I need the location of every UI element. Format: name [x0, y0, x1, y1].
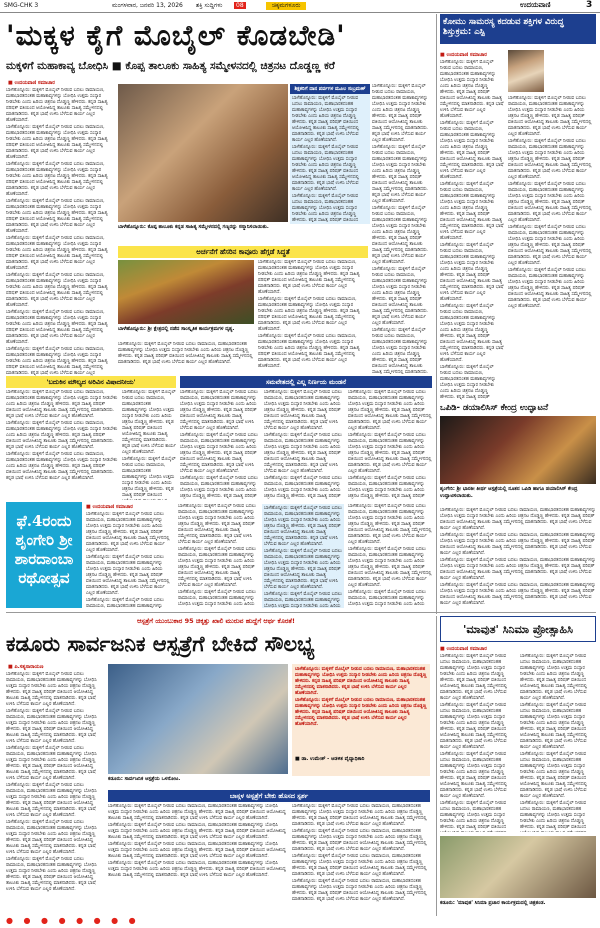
- right-headline-box: [440, 14, 596, 44]
- opd-text: ಬಾಳೆಹೊನ್ನೂರು: ಮಕ್ಕಳಿಗೆ ಮೊಬೈಲ್ ನೀಡುವ ಬದಲು ರಾಮಾಯಣ, ಮಹಾಭಾರತದಂತಹ ಮಹಾಕಾವ್ಯಗಳನ್ನು ಬೋಧಿಸಿ ಉತ್ತಮ ಸಂಸ್ಕಾರ ನೀಡಬೇಕು ಎಂದು ಹಿರಿಯ ಚಿತ್ರನಟ ದೊಡ್ಡಣ್ಣ ಹೇಳಿದರು. ಕನ್ನಡ ಸಾಹಿತ್ಯ ಪರಿಷತ್ ವತಿಯಿಂದ ಆಯೋಜಿಸಿದ್ದ ತಾಲೂಕು ಸಾಹಿತ್ಯ ಸಮ್ಮೇಳನದಲ್ಲಿ ಮಾತನಾಡಿದರು. ಕನ್ನಡ ಭಾಷೆ ಉಳಿಸಿ ಬೆಳೆಸುವ ಕಾರ್ಯ ಎಲ್ಲರ ಹೊಣೆಯಾಗಿದೆ. ಬಾಳೆಹೊನ್ನೂರು: ಮಕ್ಕಳಿಗೆ ಮೊಬೈಲ್ ನೀಡುವ ಬದಲು ರಾಮಾಯಣ, ಮಹಾಭಾರತದಂತಹ ಮಹಾಕಾವ್ಯಗಳನ್ನು ಬೋಧಿಸಿ ಉತ್ತಮ ಸಂಸ್ಕಾರ ನೀಡಬೇಕು ಎಂದು ಹಿರಿಯ ಚಿತ್ರನಟ ದೊಡ್ಡಣ್ಣ ಹೇಳಿದರು. ಕನ್ನಡ ಸಾಹಿತ್ಯ ಪರಿಷತ್ ವತಿಯಿಂದ ಆಯೋಜಿಸಿದ್ದ ತಾಲೂಕು ಸಾಹಿತ್ಯ ಸಮ್ಮೇಳನದಲ್ಲಿ ಮಾತನಾಡಿದರು. ಕನ್ನಡ ಭಾಷೆ ಉಳಿಸಿ ಬೆಳೆಸುವ ಕಾರ್ಯ ಎಲ್ಲರ ಹೊಣೆಯಾಗಿದೆ. ಬಾಳೆಹೊನ್ನೂರು: ಮಕ್ಕಳಿಗೆ ಮೊಬೈಲ್ ನೀಡುವ ಬದಲು ರಾಮಾಯಣ, ಮಹಾಭಾರತದಂತಹ ಮಹಾಕಾವ್ಯಗಳನ್ನು ಬೋಧಿಸಿ ಉತ್ತಮ ಸಂಸ್ಕಾರ ನೀಡಬೇಕು ಎಂದು ಹಿರಿಯ ಚಿತ್ರನಟ ದೊಡ್ಡಣ್ಣ ಹೇಳಿದರು. ಕನ್ನಡ ಸಾಹಿತ್ಯ ಪರಿಷತ್ ವತಿಯಿಂದ ಆಯೋಜಿಸಿದ್ದ ತಾಲೂಕು ಸಾಹಿತ್ಯ ಸಮ್ಮೇಳನದಲ್ಲಿ ಮಾತನಾಡಿದರು. ಕನ್ನಡ ಭಾಷೆ ಉಳಿಸಿ ಬೆಳೆಸುವ ಕಾರ್ಯ ಎಲ್ಲರ ಹೊಣೆಯಾಗಿದೆ. ಬಾಳೆಹೊನ್ನೂರು: ಮಕ್ಕಳಿಗೆ ಮೊಬೈಲ್ ನೀಡುವ ಬದಲು ರಾಮಾಯಣ, ಮಹಾಭಾರತದಂತಹ ಮಹಾಕಾವ್ಯಗಳನ್ನು ಬೋಧಿಸಿ ಉತ್ತಮ ಸಂಸ್ಕಾರ ನೀಡಬೇಕು ಎಂದು ಹಿರಿಯ ಚಿತ್ರನಟ ದೊಡ್ಡಣ್ಣ ಹೇಳಿದರು. ಕನ್ನಡ ಸಾಹಿತ್ಯ ಪರಿಷತ್ ವತಿಯಿಂದ ಆಯೋಜಿಸಿದ್ದ ತಾಲೂಕು ಸಾಹಿತ್ಯ ಸಮ್ಮೇಳನದಲ್ಲಿ ಮಾತನಾಡಿದರು. ಕನ್ನಡ ಭಾಷೆ ಉಳಿಸಿ ಬೆಳೆಸುವ ಕಾರ್ಯ ಎಲ್ಲರ ಹೊಣೆಯಾಗಿದೆ.: [440, 508, 596, 606]
- right-byline: ■ ಉದಯವಾಣಿ ಸಮಾಚಾರ: [440, 52, 487, 58]
- middle-center-text2: ಬಾಳೆಹೊನ್ನೂರು: ಮಕ್ಕಳಿಗೆ ಮೊಬೈಲ್ ನೀಡುವ ಬದಲು ರಾಮಾಯಣ, ಮಹಾಭಾರತದಂತಹ ಮಹಾಕಾವ್ಯಗಳನ್ನು ಬೋಧಿಸಿ ಉತ್ತಮ ಸಂಸ್ಕಾರ ನೀಡಬೇಕು ಎಂದು ಹಿರಿಯ ಚಿತ್ರನಟ ದೊಡ್ಡಣ್ಣ ಹೇಳಿದರು. ಕನ್ನಡ ಸಾಹಿತ್ಯ ಪರಿಷತ್ ವತಿಯಿಂದ ಆಯೋಜಿಸಿದ್ದ ತಾಲೂಕು ಸಾಹಿತ್ಯ ಸಮ್ಮೇಳನದಲ್ಲಿ ಮಾತನಾಡಿದರು. ಕನ್ನಡ ಭಾಷೆ ಉಳಿಸಿ ಬೆಳೆಸುವ ಕಾರ್ಯ ಎಲ್ಲರ ಹೊಣೆಯಾಗಿದೆ. ಬಾಳೆಹೊನ್ನೂರು: ಮಕ್ಕಳಿಗೆ ಮೊಬೈಲ್ ನೀಡುವ ಬದಲು ರಾಮಾಯಣ, ಮಹಾಭಾರತದಂತಹ ಮಹಾಕಾವ್ಯಗಳನ್ನು ಬೋಧಿಸಿ ಉತ್ತಮ ಸಂಸ್ಕಾರ ನೀಡಬೇಕು ಎಂದು ಹಿರಿಯ ಚಿತ್ರನಟ ದೊಡ್ಡಣ್ಣ ಹೇಳಿದರು. ಕನ್ನಡ ಸಾಹಿತ್ಯ ಪರಿಷತ್ ವತಿಯಿಂದ ಆಯೋಜಿಸಿದ್ದ ತಾಲೂಕು ಸಾಹಿತ್ಯ ಸಮ್ಮೇಳನದಲ್ಲಿ ಮಾತನಾಡಿದರು. ಕನ್ನಡ ಭಾಷೆ ಉಳಿಸಿ ಬೆಳೆಸುವ ಕಾರ್ಯ ಎಲ್ಲರ ಹೊಣೆಯಾಗಿದೆ. ಬಾಳೆಹೊನ್ನೂರು: ಮಕ್ಕಳಿಗೆ ಮೊಬೈಲ್ ನೀಡುವ ಬದಲು ರಾಮಾಯಣ, ಮಹಾಭಾರತದಂತಹ ಮಹಾಕಾವ್ಯಗಳನ್ನು ಬೋಧಿಸಿ ಉತ್ತಮ ಸಂಸ್ಕಾರ ನೀಡಬೇಕು ಎಂದು ಹಿರಿಯ ಚಿತ್ರನಟ ದೊಡ್ಡಣ್ಣ ಹೇಳಿದರು. ಕನ್ನಡ ಸಾಹಿತ್ಯ ಪರಿಷತ್: [264, 390, 342, 499]
- edition-code: SMG-CHK 3: [4, 2, 39, 9]
- mid-text-b: ಬಾಳೆಹೊನ್ನೂರು: ಮಕ್ಕಳಿಗೆ ಮೊಬೈಲ್ ನೀಡುವ ಬದಲು ರಾಮಾಯಣ, ಮಹಾಭಾರತದಂತಹ ಮಹಾಕಾವ್ಯಗಳನ್ನು ಬೋಧಿಸಿ ಉತ್ತಮ ಸಂಸ್ಕಾರ ನೀಡಬೇಕು ಎಂದು ಹಿರಿಯ ಚಿತ್ರನಟ ದೊಡ್ಡಣ್ಣ ಹೇಳಿದರು. ಕನ್ನಡ ಸಾಹಿತ್ಯ ಪರಿಷತ್ ವತಿಯಿಂದ ಆಯೋಜಿಸಿದ್ದ ತಾಲೂಕು ಸಾಹಿತ್ಯ ಸಮ್ಮೇಳನದಲ್ಲಿ ಮಾತನಾಡಿದರು. ಕನ್ನಡ ಭಾಷೆ ಉಳಿಸಿ ಬೆಳೆಸುವ ಕಾರ್ಯ ಎಲ್ಲರ ಹೊಣೆಯಾಗಿದೆ. ಬಾಳೆಹೊನ್ನೂರು: ಮಕ್ಕಳಿಗೆ ಮೊಬೈಲ್ ನೀಡುವ ಬದಲು ರಾಮಾಯಣ, ಮಹಾಭಾರತದಂತಹ ಮಹಾಕಾವ್ಯಗಳನ್ನು ಬೋಧಿಸಿ ಉತ್ತಮ ಸಂಸ್ಕಾರ ನೀಡಬೇಕು ಎಂದು ಹಿರಿಯ ಚಿತ್ರನಟ ದೊಡ್ಡಣ್ಣ ಹೇಳಿದರು. ಕನ್ನಡ ಸಾಹಿತ್ಯ ಪರಿಷತ್ ವತಿಯಿಂದ ಆಯೋಜಿಸಿದ್ದ ತಾಲೂಕು ಸಾಹಿತ್ಯ ಸಮ್ಮೇಳನದಲ್ಲಿ ಮಾತನಾಡಿದರು. ಕನ್ನಡ ಭಾಷೆ ಉಳಿಸಿ ಬೆಳೆಸುವ ಕಾರ್ಯ ಎಲ್ಲರ ಹೊಣೆಯಾಗಿದೆ. ಬಾಳೆಹೊನ್ನೂರು: ಮಕ್ಕಳಿಗೆ ಮೊಬೈಲ್ ನೀಡುವ ಬದಲು ರಾಮಾಯಣ, ಮಹಾಭಾರತದಂತಹ ಮಹಾಕಾವ್ಯಗಳನ್ನು ಬೋಧಿಸಿ ಉತ್ತಮ ಸಂಸ್ಕಾರ ನೀಡಬೇಕು ಎಂದು ಹಿರಿಯ: [262, 504, 344, 608]
- bottom-side-tag: ಬಾಸ್ಗಳ ಅಸ್ಪತ್ರೆಗೆ ಬೇಕು ಹೊಸದ ಸ್ಪರ್ಶ: [108, 790, 430, 802]
- right-text-col1: ಬಾಳೆಹೊನ್ನೂರು: ಮಕ್ಕಳಿಗೆ ಮೊಬೈಲ್ ನೀಡುವ ಬದಲು ರಾಮಾಯಣ, ಮಹಾಭಾರತದಂತಹ ಮಹಾಕಾವ್ಯಗಳನ್ನು ಬೋಧಿಸಿ ಉತ್ತಮ ಸಂಸ್ಕಾರ ನೀಡಬೇಕು ಎಂದು ಹಿರಿಯ ಚಿತ್ರನಟ ದೊಡ್ಡಣ್ಣ ಹೇಳಿದರು. ಕನ್ನಡ ಸಾಹಿತ್ಯ ಪರಿಷತ್ ವತಿಯಿಂದ ಆಯೋಜಿಸಿದ್ದ ತಾಲೂಕು ಸಾಹಿತ್ಯ ಸಮ್ಮೇಳನದಲ್ಲಿ ಮಾತನಾಡಿದರು. ಕನ್ನಡ ಭಾಷೆ ಉಳಿಸಿ ಬೆಳೆಸುವ ಕಾರ್ಯ ಎಲ್ಲರ ಹೊಣೆಯಾಗಿದೆ. ಬಾಳೆಹೊನ್ನೂರು: ಮಕ್ಕಳಿಗೆ ಮೊಬೈಲ್ ನೀಡುವ ಬದಲು ರಾಮಾಯಣ, ಮಹಾಭಾರತದಂತಹ ಮಹಾಕಾವ್ಯಗಳನ್ನು ಬೋಧಿಸಿ ಉತ್ತಮ ಸಂಸ್ಕಾರ ನೀಡಬೇಕು ಎಂದು ಹಿರಿಯ ಚಿತ್ರನಟ ದೊಡ್ಡಣ್ಣ ಹೇಳಿದರು. ಕನ್ನಡ ಸಾಹಿತ್ಯ ಪರಿಷತ್ ವತಿಯಿಂದ ಆಯೋಜಿಸಿದ್ದ ತಾಲೂಕು ಸಾಹಿತ್ಯ ಸಮ್ಮೇಳನದಲ್ಲಿ ಮಾತನಾಡಿದರು. ಕನ್ನಡ ಭಾಷೆ ಉಳಿಸಿ ಬೆಳೆಸುವ ಕಾರ್ಯ ಎಲ್ಲರ ಹೊಣೆಯಾಗಿದೆ. ಬಾಳೆಹೊನ್ನೂರು: ಮಕ್ಕಳಿಗೆ ಮೊಬೈಲ್ ನೀಡುವ ಬದಲು ರಾಮಾಯಣ, ಮಹಾಭಾರತದಂತಹ ಮಹಾಕಾವ್ಯಗಳನ್ನು ಬೋಧಿಸಿ ಉತ್ತಮ ಸಂಸ್ಕಾರ ನೀಡಬೇಕು ಎಂದು ಹಿರಿಯ ಚಿತ್ರನಟ ದೊಡ್ಡಣ್ಣ ಹೇಳಿದರು. ಕನ್ನಡ ಸಾಹಿತ್ಯ ಪರಿಷತ್ ವತಿಯಿಂದ ಆಯೋಜಿಸಿದ್ದ ತಾಲೂಕು ಸಾಹಿತ್ಯ ಸಮ್ಮೇಳನದಲ್ಲಿ ಮಾತನಾಡಿದರು. ಕನ್ನಡ ಭಾಷೆ ಉಳಿಸಿ ಬೆಳೆಸುವ ಕಾರ್ಯ ಎಲ್ಲರ ಹೊಣೆಯಾಗಿದೆ. ಬಾಳೆಹೊನ್ನೂರು: ಮಕ್ಕಳಿಗೆ ಮೊಬೈಲ್ ನೀಡುವ ಬದಲು ರಾಮಾಯಣ, ಮಹಾಭಾರತದಂತಹ ಮಹಾಕಾವ್ಯಗಳನ್ನು ಬೋಧಿಸಿ ಉತ್ತಮ ಸಂಸ್ಕಾರ ನೀಡಬೇಕು ಎಂದು ಹಿರಿಯ ಚಿತ್ರನಟ ದೊಡ್ಡಣ್ಣ ಹೇಳಿದರು. ಕನ್ನಡ ಸಾಹಿತ್ಯ ಪರಿಷತ್ ವತಿಯಿಂದ ಆಯೋಜಿಸಿದ್ದ ತಾಲೂಕು ಸಾಹಿತ್ಯ ಸಮ್ಮೇಳನದಲ್ಲಿ ಮಾತನಾಡಿದರು. ಕನ್ನಡ ಭಾಷೆ ಉಳಿಸಿ ಬೆಳೆಸುವ ಕಾರ್ಯ ಎಲ್ಲರ ಹೊಣೆಯಾಗಿದೆ. ಬಾಳೆಹೊನ್ನೂರು: ಮಕ್ಕಳಿಗೆ ಮೊಬೈಲ್ ನೀಡುವ ಬದಲು ರಾಮಾಯಣ, ಮಹಾಭಾರತದಂತಹ ಮಹಾಕಾವ್ಯಗಳನ್ನು ಬೋಧಿಸಿ ಉತ್ತಮ ಸಂಸ್ಕಾರ ನೀಡಬೇಕು ಎಂದು ಹಿರಿಯ ಚಿತ್ರನಟ ದೊಡ್ಡಣ್ಣ ಹೇಳಿದರು. ಕನ್ನಡ ಸಾಹಿತ್ಯ ಪರಿಷತ್ ವತಿಯಿಂದ ಆಯೋಜಿಸಿದ್ದ ತಾಲೂಕು ಸಾಹಿತ್ಯ ಸಮ್ಮೇಳನದಲ್ಲಿ ಮಾತನಾಡಿದರು. ಕನ್ನಡ ಭಾಷೆ ಉಳಿಸಿ ಬೆಳೆಸುವ ಕಾರ್ಯ ಎಲ್ಲರ ಹೊಣೆಯಾಗಿದೆ. ಬಾಳೆಹೊನ್ನೂರು: ಮಕ್ಕಳಿಗೆ ಮೊಬೈಲ್ ನೀಡುವ ಬದಲು ರಾಮಾಯಣ, ಮಹಾಭಾರತದಂತಹ ಮಹಾಕಾವ್ಯಗಳನ್ನು ಬೋಧಿಸಿ ಉತ್ತಮ ಸಂಸ್ಕಾರ ನೀಡಬೇಕು ಎಂದು ಹಿರಿಯ ಚಿತ್ರನಟ ದೊಡ್ಡಣ್ಣ ಹೇಳಿದರು. ಕನ್ನಡ ಸಾಹಿತ್ಯ ಪರಿಷತ್: [440, 60, 504, 400]
- lead-text-col1: ಬಾಳೆಹೊನ್ನೂರು: ಮಕ್ಕಳಿಗೆ ಮೊಬೈಲ್ ನೀಡುವ ಬದಲು ರಾಮಾಯಣ, ಮಹಾಭಾರತದಂತಹ ಮಹಾಕಾವ್ಯಗಳನ್ನು ಬೋಧಿಸಿ ಉತ್ತಮ ಸಂಸ್ಕಾರ ನೀಡಬೇಕು ಎಂದು ಹಿರಿಯ ಚಿತ್ರನಟ ದೊಡ್ಡಣ್ಣ ಹೇಳಿದರು. ಕನ್ನಡ ಸಾಹಿತ್ಯ ಪರಿಷತ್ ವತಿಯಿಂದ ಆಯೋಜಿಸಿದ್ದ ತಾಲೂಕು ಸಾಹಿತ್ಯ ಸಮ್ಮೇಳನದಲ್ಲಿ ಮಾತನಾಡಿದರು. ಕನ್ನಡ ಭಾಷೆ ಉಳಿಸಿ ಬೆಳೆಸುವ ಕಾರ್ಯ ಎಲ್ಲರ ಹೊಣೆಯಾಗಿದೆ. ಬಾಳೆಹೊನ್ನೂರು: ಮಕ್ಕಳಿಗೆ ಮೊಬೈಲ್ ನೀಡುವ ಬದಲು ರಾಮಾಯಣ, ಮಹಾಭಾರತದಂತಹ ಮಹಾಕಾವ್ಯಗಳನ್ನು ಬೋಧಿಸಿ ಉತ್ತಮ ಸಂಸ್ಕಾರ ನೀಡಬೇಕು ಎಂದು ಹಿರಿಯ ಚಿತ್ರನಟ ದೊಡ್ಡಣ್ಣ ಹೇಳಿದರು. ಕನ್ನಡ ಸಾಹಿತ್ಯ ಪರಿಷತ್ ವತಿಯಿಂದ ಆಯೋಜಿಸಿದ್ದ ತಾಲೂಕು ಸಾಹಿತ್ಯ ಸಮ್ಮೇಳನದಲ್ಲಿ ಮಾತನಾಡಿದರು. ಕನ್ನಡ ಭಾಷೆ ಉಳಿಸಿ ಬೆಳೆಸುವ ಕಾರ್ಯ ಎಲ್ಲರ ಹೊಣೆಯಾಗಿದೆ. ಬಾಳೆಹೊನ್ನೂರು: ಮಕ್ಕಳಿಗೆ ಮೊಬೈಲ್ ನೀಡುವ ಬದಲು ರಾಮಾಯಣ, ಮಹಾಭಾರತದಂತಹ ಮಹಾಕಾವ್ಯಗಳನ್ನು ಬೋಧಿಸಿ ಉತ್ತಮ ಸಂಸ್ಕಾರ ನೀಡಬೇಕು ಎಂದು ಹಿರಿಯ ಚಿತ್ರನಟ ದೊಡ್ಡಣ್ಣ ಹೇಳಿದರು. ಕನ್ನಡ ಸಾಹಿತ್ಯ ಪರಿಷತ್ ವತಿಯಿಂದ ಆಯೋಜಿಸಿದ್ದ ತಾಲೂಕು ಸಾಹಿತ್ಯ ಸಮ್ಮೇಳನದಲ್ಲಿ ಮಾತನಾಡಿದರು. ಕನ್ನಡ ಭಾಷೆ ಉಳಿಸಿ ಬೆಳೆಸುವ ಕಾರ್ಯ ಎಲ್ಲರ ಹೊಣೆಯಾಗಿದೆ. ಬಾಳೆಹೊನ್ನೂರು: ಮಕ್ಕಳಿಗೆ ಮೊಬೈಲ್ ನೀಡುವ ಬದಲು ರಾಮಾಯಣ, ಮಹಾಭಾರತದಂತಹ ಮಹಾಕಾವ್ಯಗಳನ್ನು ಬೋಧಿಸಿ ಉತ್ತಮ ಸಂಸ್ಕಾರ ನೀಡಬೇಕು ಎಂದು ಹಿರಿಯ ಚಿತ್ರನಟ ದೊಡ್ಡಣ್ಣ ಹೇಳಿದರು. ಕನ್ನಡ ಸಾಹಿತ್ಯ ಪರಿಷತ್ ವತಿಯಿಂದ ಆಯೋಜಿಸಿದ್ದ ತಾಲೂಕು ಸಾಹಿತ್ಯ ಸಮ್ಮೇಳನದಲ್ಲಿ ಮಾತನಾಡಿದರು. ಕನ್ನಡ ಭಾಷೆ ಉಳಿಸಿ ಬೆಳೆಸುವ ಕಾರ್ಯ ಎಲ್ಲರ ಹೊಣೆಯಾಗಿದೆ. ಬಾಳೆಹೊನ್ನೂರು: ಮಕ್ಕಳಿಗೆ ಮೊಬೈಲ್ ನೀಡುವ ಬದಲು ರಾಮಾಯಣ, ಮಹಾಭಾರತದಂತಹ ಮಹಾಕಾವ್ಯಗಳನ್ನು ಬೋಧಿಸಿ ಉತ್ತಮ ಸಂಸ್ಕಾರ ನೀಡಬೇಕು ಎಂದು ಹಿರಿಯ ಚಿತ್ರನಟ ದೊಡ್ಡಣ್ಣ ಹೇಳಿದರು. ಕನ್ನಡ ಸಾಹಿತ್ಯ ಪರಿಷತ್ ವತಿಯಿಂದ ಆಯೋಜಿಸಿದ್ದ ತಾಲೂಕು ಸಾಹಿತ್ಯ ಸಮ್ಮೇಳನದಲ್ಲಿ ಮಾತನಾಡಿದರು. ಕನ್ನಡ ಭಾಷೆ ಉಳಿಸಿ ಬೆಳೆಸುವ ಕಾರ್ಯ ಎಲ್ಲರ ಹೊಣೆಯಾಗಿದೆ. ಬಾಳೆಹೊನ್ನೂರು: ಮಕ್ಕಳಿಗೆ ಮೊಬೈಲ್ ನೀಡುವ ಬದಲು ರಾಮಾಯಣ, ಮಹಾಭಾರತದಂತಹ ಮಹಾಕಾವ್ಯಗಳನ್ನು ಬೋಧಿಸಿ ಉತ್ತಮ ಸಂಸ್ಕಾರ ನೀಡಬೇಕು ಎಂದು ಹಿರಿಯ ಚಿತ್ರನಟ ದೊಡ್ಡಣ್ಣ ಹೇಳಿದರು. ಕನ್ನಡ ಸಾಹಿತ್ಯ ಪರಿಷತ್ ವತಿಯಿಂದ ಆಯೋಜಿಸಿದ್ದ ತಾಲೂಕು ಸಾಹಿತ್ಯ ಸಮ್ಮೇಳನದಲ್ಲಿ ಮಾತನಾಡಿದರು. ಕನ್ನಡ ಭಾಷೆ ಉಳಿಸಿ ಬೆಳೆಸುವ ಕಾರ್ಯ ಎಲ್ಲರ ಹೊಣೆಯಾಗಿದೆ. ಬಾಳೆಹೊನ್ನೂರು: ಮಕ್ಕಳಿಗೆ ಮೊಬೈಲ್ ನೀಡುವ ಬದಲು ರಾಮಾಯಣ, ಮಹಾಭಾರತದಂತಹ ಮಹಾಕಾವ್ಯಗಳನ್ನು ಬೋಧಿಸಿ ಉತ್ತಮ ಸಂಸ್ಕಾರ ನೀಡಬೇಕು ಎಂದು ಹಿರಿಯ ಚಿತ್ರನಟ ದೊಡ್ಡಣ್ಣ ಹೇಳಿದರು. ಕನ್ನಡ ಸಾಹಿತ್ಯ ಪರಿಷತ್ ವತಿಯಿಂದ ಆಯೋಜಿಸಿದ್ದ ತಾಲೂಕು ಸಾಹಿತ್ಯ ಸಮ್ಮೇಳನದಲ್ಲಿ ಮಾತನಾಡಿದರು. ಕನ್ನಡ ಭಾಷೆ ಉಳಿಸಿ ಬೆಳೆಸುವ ಕಾರ್ಯ ಎಲ್ಲರ ಹೊಣೆಯಾಗಿದೆ. ಬಾಳೆಹೊನ್ನೂರು: ಮಕ್ಕಳಿಗೆ ಮೊಬೈಲ್ ನೀಡುವ ಬದಲು ರಾಮಾಯಣ, ಮಹಾಭಾರತದಂತಹ ಮಹಾಕಾವ್ಯಗಳನ್ನು ಬೋಧಿಸಿ ಉತ್ತಮ ಸಂಸ್ಕಾರ ನೀಡಬೇಕು ಎಂದು ಹಿರಿಯ ಚಿತ್ರನಟ ದೊಡ್ಡಣ್ಣ ಹೇಳಿದರು. ಕನ್ನಡ ಸಾಹಿತ್ಯ ಪರಿಷತ್ ವತಿಯಿಂದ ಆಯೋಜಿಸಿದ್ದ ತಾಲೂಕು ಸಾಹಿತ್ಯ ಸಮ್ಮೇಳನದಲ್ಲಿ ಮಾತನಾಡಿದರು. ಕನ್ನಡ ಭಾಷೆ ಉಳಿಸಿ ಬೆಳೆಸುವ ಕಾರ್ಯ ಎಲ್ಲರ: [6, 88, 108, 376]
- mavuta-text-col2: ಬಾಳೆಹೊನ್ನೂರು: ಮಕ್ಕಳಿಗೆ ಮೊಬೈಲ್ ನೀಡುವ ಬದಲು ರಾಮಾಯಣ, ಮಹಾಭಾರತದಂತಹ ಮಹಾಕಾವ್ಯಗಳನ್ನು ಬೋಧಿಸಿ ಉತ್ತಮ ಸಂಸ್ಕಾರ ನೀಡಬೇಕು ಎಂದು ಹಿರಿಯ ಚಿತ್ರನಟ ದೊಡ್ಡಣ್ಣ ಹೇಳಿದರು. ಕನ್ನಡ ಸಾಹಿತ್ಯ ಪರಿಷತ್ ವತಿಯಿಂದ ಆಯೋಜಿಸಿದ್ದ ತಾಲೂಕು ಸಾಹಿತ್ಯ ಸಮ್ಮೇಳನದಲ್ಲಿ ಮಾತನಾಡಿದರು. ಕನ್ನಡ ಭಾಷೆ ಉಳಿಸಿ ಬೆಳೆಸುವ ಕಾರ್ಯ ಎಲ್ಲರ ಹೊಣೆಯಾಗಿದೆ. ಬಾಳೆಹೊನ್ನೂರು: ಮಕ್ಕಳಿಗೆ ಮೊಬೈಲ್ ನೀಡುವ ಬದಲು ರಾಮಾಯಣ, ಮಹಾಭಾರತದಂತಹ ಮಹಾಕಾವ್ಯಗಳನ್ನು ಬೋಧಿಸಿ ಉತ್ತಮ ಸಂಸ್ಕಾರ ನೀಡಬೇಕು ಎಂದು ಹಿರಿಯ ಚಿತ್ರನಟ ದೊಡ್ಡಣ್ಣ ಹೇಳಿದರು. ಕನ್ನಡ ಸಾಹಿತ್ಯ ಪರಿಷತ್ ವತಿಯಿಂದ ಆಯೋಜಿಸಿದ್ದ ತಾಲೂಕು ಸಾಹಿತ್ಯ ಸಮ್ಮೇಳನದಲ್ಲಿ ಮಾತನಾಡಿದರು. ಕನ್ನಡ ಭಾಷೆ ಉಳಿಸಿ ಬೆಳೆಸುವ ಕಾರ್ಯ ಎಲ್ಲರ ಹೊಣೆಯಾಗಿದೆ. ಬಾಳೆಹೊನ್ನೂರು: ಮಕ್ಕಳಿಗೆ ಮೊಬೈಲ್ ನೀಡುವ ಬದಲು ರಾಮಾಯಣ, ಮಹಾಭಾರತದಂತಹ ಮಹಾಕಾವ್ಯಗಳನ್ನು ಬೋಧಿಸಿ ಉತ್ತಮ ಸಂಸ್ಕಾರ ನೀಡಬೇಕು ಎಂದು ಹಿರಿಯ ಚಿತ್ರನಟ ದೊಡ್ಡಣ್ಣ ಹೇಳಿದರು. ಕನ್ನಡ ಸಾಹಿತ್ಯ ಪರಿಷತ್ ವತಿಯಿಂದ ಆಯೋಜಿಸಿದ್ದ ತಾಲೂಕು ಸಾಹಿತ್ಯ ಸಮ್ಮೇಳನದಲ್ಲಿ ಮಾತನಾಡಿದರು. ಕನ್ನಡ ಭಾಷೆ ಉಳಿಸಿ ಬೆಳೆಸುವ ಕಾರ್ಯ ಎಲ್ಲರ ಹೊಣೆಯಾಗಿದೆ. ಬಾಳೆಹೊನ್ನೂರು: ಮಕ್ಕಳಿಗೆ ಮೊಬೈಲ್ ನೀಡುವ ಬದಲು ರಾಮಾಯಣ, ಮಹಾಭಾರತದಂತಹ ಮಹಾಕಾವ್ಯಗಳನ್ನು ಬೋಧಿಸಿ ಉತ್ತಮ ಸಂಸ್ಕಾರ ನೀಡಬೇಕು ಎಂದು ಹಿರಿಯ ಚಿತ್ರನಟ ದೊಡ್ಡಣ್ಣ ಹೇಳಿದರು. ಕನ್ನಡ ಸಾಹಿತ್ಯ ಪರಿಷತ್ ವತಿಯಿಂದ: [520, 654, 588, 830]
- registration-marks: ● ● ● ● ● ● ● ●: [6, 916, 140, 925]
- temple-caption: ಬಾಳೆಹೊನ್ನೂರು: ಶ್ರೀ ಕ್ಷೇತ್ರದಲ್ಲಿ ನಡೆದ ಸಾಂಸ್ಕೃತಿಕ ಕಾರ್ಯಕ್ರಮಗಳ ದೃಶ್ಯ.: [118, 326, 235, 332]
- bottom-headline: ಕಡೂರು ಸಾರ್ವಜನಿಕ ಆಸ್ಪತ್ರೆಗೆ ಬೇಕಿದೆ ಸೌಲಭ್ಯ: [6, 631, 315, 656]
- middle-center-text3: ಬಾಳೆಹೊನ್ನೂರು: ಮಕ್ಕಳಿಗೆ ಮೊಬೈಲ್ ನೀಡುವ ಬದಲು ರಾಮಾಯಣ, ಮಹಾಭಾರತದಂತಹ ಮಹಾಕಾವ್ಯಗಳನ್ನು ಬೋಧಿಸಿ ಉತ್ತಮ ಸಂಸ್ಕಾರ ನೀಡಬೇಕು ಎಂದು ಹಿರಿಯ ಚಿತ್ರನಟ ದೊಡ್ಡಣ್ಣ ಹೇಳಿದರು. ಕನ್ನಡ ಸಾಹಿತ್ಯ ಪರಿಷತ್ ವತಿಯಿಂದ ಆಯೋಜಿಸಿದ್ದ ತಾಲೂಕು ಸಾಹಿತ್ಯ ಸಮ್ಮೇಳನದಲ್ಲಿ ಮಾತನಾಡಿದರು. ಕನ್ನಡ ಭಾಷೆ ಉಳಿಸಿ ಬೆಳೆಸುವ ಕಾರ್ಯ ಎಲ್ಲರ ಹೊಣೆಯಾಗಿದೆ. ಬಾಳೆಹೊನ್ನೂರು: ಮಕ್ಕಳಿಗೆ ಮೊಬೈಲ್ ನೀಡುವ ಬದಲು ರಾಮಾಯಣ, ಮಹಾಭಾರತದಂತಹ ಮಹಾಕಾವ್ಯಗಳನ್ನು ಬೋಧಿಸಿ ಉತ್ತಮ ಸಂಸ್ಕಾರ ನೀಡಬೇಕು ಎಂದು ಹಿರಿಯ ಚಿತ್ರನಟ ದೊಡ್ಡಣ್ಣ ಹೇಳಿದರು. ಕನ್ನಡ ಸಾಹಿತ್ಯ ಪರಿಷತ್ ವತಿಯಿಂದ ಆಯೋಜಿಸಿದ್ದ ತಾಲೂಕು ಸಾಹಿತ್ಯ ಸಮ್ಮೇಳನದಲ್ಲಿ ಮಾತನಾಡಿದರು. ಕನ್ನಡ ಭಾಷೆ ಉಳಿಸಿ ಬೆಳೆಸುವ ಕಾರ್ಯ ಎಲ್ಲರ ಹೊಣೆಯಾಗಿದೆ. ಬಾಳೆಹೊನ್ನೂರು: ಮಕ್ಕಳಿಗೆ ಮೊಬೈಲ್ ನೀಡುವ ಬದಲು ರಾಮಾಯಣ, ಮಹಾಭಾರತದಂತಹ ಮಹಾಕಾವ್ಯಗಳನ್ನು ಬೋಧಿಸಿ ಉತ್ತಮ ಸಂಸ್ಕಾರ ನೀಡಬೇಕು ಎಂದು ಹಿರಿಯ ಚಿತ್ರನಟ ದೊಡ್ಡಣ್ಣ ಹೇಳಿದರು. ಕನ್ನಡ ಸಾಹಿತ್ಯ ಪರಿಷತ್: [348, 390, 432, 499]
- shringeri-byline: ■ ಉದಯವಾಣಿ ಸಮಾಚಾರ: [86, 504, 133, 510]
- page-badge: 08: [236, 2, 244, 9]
- mavuta-caption: ಕಡೂರು: 'ಮಾವುತ' ಸಿನಿಮಾ ಪ್ರಚಾರ ಕಾರ್ಯಕ್ರಮದಲ್ಲಿ ಚಿತ್ರತಂಡ.: [440, 900, 546, 906]
- shringeri-text: ಫೆ.4ರಂದು ಶೃಂಗೇರಿ ಶ್ರೀ ಶಾರದಾಂಬಾ ರಥೋತ್ಸವ: [14, 512, 74, 587]
- shringeri-text-col: ಬಾಳೆಹೊನ್ನೂರು: ಮಕ್ಕಳಿಗೆ ಮೊಬೈಲ್ ನೀಡುವ ಬದಲು ರಾಮಾಯಣ, ಮಹಾಭಾರತದಂತಹ ಮಹಾಕಾವ್ಯಗಳನ್ನು ಬೋಧಿಸಿ ಉತ್ತಮ ಸಂಸ್ಕಾರ ನೀಡಬೇಕು ಎಂದು ಹಿರಿಯ ಚಿತ್ರನಟ ದೊಡ್ಡಣ್ಣ ಹೇಳಿದರು. ಕನ್ನಡ ಸಾಹಿತ್ಯ ಪರಿಷತ್ ವತಿಯಿಂದ ಆಯೋಜಿಸಿದ್ದ ತಾಲೂಕು ಸಾಹಿತ್ಯ ಸಮ್ಮೇಳನದಲ್ಲಿ ಮಾತನಾಡಿದರು. ಕನ್ನಡ ಭಾಷೆ ಉಳಿಸಿ ಬೆಳೆಸುವ ಕಾರ್ಯ ಎಲ್ಲರ ಹೊಣೆಯಾಗಿದೆ. ಬಾಳೆಹೊನ್ನೂರು: ಮಕ್ಕಳಿಗೆ ಮೊಬೈಲ್ ನೀಡುವ ಬದಲು ರಾಮಾಯಣ, ಮಹಾಭಾರತದಂತಹ ಮಹಾಕಾವ್ಯಗಳನ್ನು ಬೋಧಿಸಿ ಉತ್ತಮ ಸಂಸ್ಕಾರ ನೀಡಬೇಕು ಎಂದು ಹಿರಿಯ ಚಿತ್ರನಟ ದೊಡ್ಡಣ್ಣ ಹೇಳಿದರು. ಕನ್ನಡ ಸಾಹಿತ್ಯ ಪರಿಷತ್ ವತಿಯಿಂದ ಆಯೋಜಿಸಿದ್ದ ತಾಲೂಕು ಸಾಹಿತ್ಯ ಸಮ್ಮೇಳನದಲ್ಲಿ ಮಾತನಾಡಿದರು. ಕನ್ನಡ ಭಾಷೆ ಉಳಿಸಿ ಬೆಳೆಸುವ ಕಾರ್ಯ ಎಲ್ಲರ ಹೊಣೆಯಾಗಿದೆ. ಬಾಳೆಹೊನ್ನೂರು: ಮಕ್ಕಳಿಗೆ ಮೊಬೈಲ್ ನೀಡುವ ಬದಲು ರಾಮಾಯಣ, ಮಹಾಭಾರತದಂತಹ ಮಹಾಕಾವ್ಯಗಳನ್ನು: [86, 512, 170, 608]
- bottom-kicker: ಆಸ್ಪತ್ರೆಗೆ ಯುಂಬುಕಾರ 95 ಚಿಕ್ಕತ್ತು ಖಾಲಿ ಮುರುವ ಹುದ್ದೆಗೆ ಆರ್ಥ ಕೊರತೆ!: [137, 617, 295, 625]
- bottom-divider: [6, 612, 596, 613]
- lead-photo-caption: ಬಾಳೆಹೊನ್ನೂರು: ಕೊಪ್ಪ ತಾಲೂಕು ಕನ್ನಡ ಸಾಹಿತ್ಯ ಸಮ್ಮೇಳನದಲ್ಲಿ ಗಣ್ಯರನ್ನು ಸನ್ಮಾನಿಸಲಾಯಿತು.: [118, 224, 269, 230]
- hospital-photo: [108, 664, 288, 774]
- bottom-byline: ■ ಪಿ.ಸತ್ಯನಾರಾಯಣ: [8, 664, 44, 670]
- lead-byline: ■ ಉದಯವಾಣಿ ಸಮಾಚಾರ: [8, 80, 55, 86]
- opd-photo: [440, 416, 596, 484]
- mid-text-c: ಬಾಳೆಹೊನ್ನೂರು: ಮಕ್ಕಳಿಗೆ ಮೊಬೈಲ್ ನೀಡುವ ಬದಲು ರಾಮಾಯಣ, ಮಹಾಭಾರತದಂತಹ ಮಹಾಕಾವ್ಯಗಳನ್ನು ಬೋಧಿಸಿ ಉತ್ತಮ ಸಂಸ್ಕಾರ ನೀಡಬೇಕು ಎಂದು ಹಿರಿಯ ಚಿತ್ರನಟ ದೊಡ್ಡಣ್ಣ ಹೇಳಿದರು. ಕನ್ನಡ ಸಾಹಿತ್ಯ ಪರಿಷತ್ ವತಿಯಿಂದ ಆಯೋಜಿಸಿದ್ದ ತಾಲೂಕು ಸಾಹಿತ್ಯ ಸಮ್ಮೇಳನದಲ್ಲಿ ಮಾತನಾಡಿದರು. ಕನ್ನಡ ಭಾಷೆ ಉಳಿಸಿ ಬೆಳೆಸುವ ಕಾರ್ಯ ಎಲ್ಲರ ಹೊಣೆಯಾಗಿದೆ. ಬಾಳೆಹೊನ್ನೂರು: ಮಕ್ಕಳಿಗೆ ಮೊಬೈಲ್ ನೀಡುವ ಬದಲು ರಾಮಾಯಣ, ಮಹಾಭಾರತದಂತಹ ಮಹಾಕಾವ್ಯಗಳನ್ನು ಬೋಧಿಸಿ ಉತ್ತಮ ಸಂಸ್ಕಾರ ನೀಡಬೇಕು ಎಂದು ಹಿರಿಯ ಚಿತ್ರನಟ ದೊಡ್ಡಣ್ಣ ಹೇಳಿದರು. ಕನ್ನಡ ಸಾಹಿತ್ಯ ಪರಿಷತ್ ವತಿಯಿಂದ ಆಯೋಜಿಸಿದ್ದ ತಾಲೂಕು ಸಾಹಿತ್ಯ ಸಮ್ಮೇಳನದಲ್ಲಿ ಮಾತನಾಡಿದರು. ಕನ್ನಡ ಭಾಷೆ ಉಳಿಸಿ ಬೆಳೆಸುವ ಕಾರ್ಯ ಎಲ್ಲರ ಹೊಣೆಯಾಗಿದೆ. ಬಾಳೆಹೊನ್ನೂರು: ಮಕ್ಕಳಿಗೆ ಮೊಬೈಲ್ ನೀಡುವ ಬದಲು ರಾಮಾಯಣ, ಮಹಾಭಾರತದಂತಹ ಮಹಾಕಾವ್ಯಗಳನ್ನು ಬೋಧಿಸಿ ಉತ್ತಮ ಸಂಸ್ಕಾರ ನೀಡಬೇಕು ಎಂದು ಹಿರಿಯ: [348, 504, 432, 607]
- temple-text-2: ಬಾಳೆಹೊನ್ನೂರು: ಮಕ್ಕಳಿಗೆ ಮೊಬೈಲ್ ನೀಡುವ ಬದಲು ರಾಮಾಯಣ, ಮಹಾಭಾರತದಂತಹ ಮಹಾಕಾವ್ಯಗಳನ್ನು ಬೋಧಿಸಿ ಉತ್ತಮ ಸಂಸ್ಕಾರ ನೀಡಬೇಕು ಎಂದು ಹಿರಿಯ ಚಿತ್ರನಟ ದೊಡ್ಡಣ್ಣ ಹೇಳಿದರು. ಕನ್ನಡ ಸಾಹಿತ್ಯ ಪರಿಷತ್ ವತಿಯಿಂದ ಆಯೋಜಿಸಿದ್ದ ತಾಲೂಕು ಸಾಹಿತ್ಯ ಸಮ್ಮೇಳನದಲ್ಲಿ ಮಾತನಾಡಿದರು. ಕನ್ನಡ ಭಾಷೆ ಉಳಿಸಿ ಬೆಳೆಸುವ ಕಾರ್ಯ ಎಲ್ಲರ ಹೊಣೆಯಾಗಿದೆ.: [118, 342, 253, 365]
- shringeri-box: [6, 502, 82, 608]
- lead-inset-box: [290, 84, 370, 224]
- temple-text: ಬಾಳೆಹೊನ್ನೂರು: ಮಕ್ಕಳಿಗೆ ಮೊಬೈಲ್ ನೀಡುವ ಬದಲು ರಾಮಾಯಣ, ಮಹಾಭಾರತದಂತಹ ಮಹಾಕಾವ್ಯಗಳನ್ನು ಬೋಧಿಸಿ ಉತ್ತಮ ಸಂಸ್ಕಾರ ನೀಡಬೇಕು ಎಂದು ಹಿರಿಯ ಚಿತ್ರನಟ ದೊಡ್ಡಣ್ಣ ಹೇಳಿದರು. ಕನ್ನಡ ಸಾಹಿತ್ಯ ಪರಿಷತ್ ವತಿಯಿಂದ ಆಯೋಜಿಸಿದ್ದ ತಾಲೂಕು ಸಾಹಿತ್ಯ ಸಮ್ಮೇಳನದಲ್ಲಿ ಮಾತನಾಡಿದರು. ಕನ್ನಡ ಭಾಷೆ ಉಳಿಸಿ ಬೆಳೆಸುವ ಕಾರ್ಯ ಎಲ್ಲರ ಹೊಣೆಯಾಗಿದೆ. ಬಾಳೆಹೊನ್ನೂರು: ಮಕ್ಕಳಿಗೆ ಮೊಬೈಲ್ ನೀಡುವ ಬದಲು ರಾಮಾಯಣ, ಮಹಾಭಾರತದಂತಹ ಮಹಾಕಾವ್ಯಗಳನ್ನು ಬೋಧಿಸಿ ಉತ್ತಮ ಸಂಸ್ಕಾರ ನೀಡಬೇಕು ಎಂದು ಹಿರಿಯ ಚಿತ್ರನಟ ದೊಡ್ಡಣ್ಣ ಹೇಳಿದರು. ಕನ್ನಡ ಸಾಹಿತ್ಯ ಪರಿಷತ್ ವತಿಯಿಂದ ಆಯೋಜಿಸಿದ್ದ ತಾಲೂಕು ಸಾಹಿತ್ಯ ಸಮ್ಮೇಳನದಲ್ಲಿ ಮಾತನಾಡಿದರು. ಕನ್ನಡ ಭಾಷೆ ಉಳಿಸಿ ಬೆಳೆಸುವ ಕಾರ್ಯ ಎಲ್ಲರ ಹೊಣೆಯಾಗಿದೆ. ಬಾಳೆಹೊನ್ನೂರು: ಮಕ್ಕಳಿಗೆ ಮೊಬೈಲ್ ನೀಡುವ ಬದಲು ರಾಮಾಯಣ, ಮಹಾಭಾರತದಂತಹ ಮಹಾಕಾವ್ಯಗಳನ್ನು ಬೋಧಿಸಿ ಉತ್ತಮ ಸಂಸ್ಕಾರ ನೀಡಬೇಕು ಎಂದು ಹಿರಿಯ ಚಿತ್ರನಟ ದೊಡ್ಡಣ್ಣ ಹೇಳಿದರು. ಕನ್ನಡ ಸಾಹಿತ್ಯ ಪರಿಷತ್ ವತಿಯಿಂದ ಆಯೋಜಿಸಿದ್ದ ತಾಲೂಕು ಸಾಹಿತ್ಯ ಸಮ್ಮೇಳನದಲ್ಲಿ ಮಾತನಾಡಿದರು. ಕನ್ನಡ ಭಾಷೆ ಉಳಿಸಿ ಬೆಳೆಸುವ ಕಾರ್ಯ ಎಲ್ಲರ ಹೊಣೆಯಾಗಿದೆ.: [258, 260, 360, 369]
- mavuta-text-col1: ಬಾಳೆಹೊನ್ನೂರು: ಮಕ್ಕಳಿಗೆ ಮೊಬೈಲ್ ನೀಡುವ ಬದಲು ರಾಮಾಯಣ, ಮಹಾಭಾರತದಂತಹ ಮಹಾಕಾವ್ಯಗಳನ್ನು ಬೋಧಿಸಿ ಉತ್ತಮ ಸಂಸ್ಕಾರ ನೀಡಬೇಕು ಎಂದು ಹಿರಿಯ ಚಿತ್ರನಟ ದೊಡ್ಡಣ್ಣ ಹೇಳಿದರು. ಕನ್ನಡ ಸಾಹಿತ್ಯ ಪರಿಷತ್ ವತಿಯಿಂದ ಆಯೋಜಿಸಿದ್ದ ತಾಲೂಕು ಸಾಹಿತ್ಯ ಸಮ್ಮೇಳನದಲ್ಲಿ ಮಾತನಾಡಿದರು. ಕನ್ನಡ ಭಾಷೆ ಉಳಿಸಿ ಬೆಳೆಸುವ ಕಾರ್ಯ ಎಲ್ಲರ ಹೊಣೆಯಾಗಿದೆ. ಬಾಳೆಹೊನ್ನೂರು: ಮಕ್ಕಳಿಗೆ ಮೊಬೈಲ್ ನೀಡುವ ಬದಲು ರಾಮಾಯಣ, ಮಹಾಭಾರತದಂತಹ ಮಹಾಕಾವ್ಯಗಳನ್ನು ಬೋಧಿಸಿ ಉತ್ತಮ ಸಂಸ್ಕಾರ ನೀಡಬೇಕು ಎಂದು ಹಿರಿಯ ಚಿತ್ರನಟ ದೊಡ್ಡಣ್ಣ ಹೇಳಿದರು. ಕನ್ನಡ ಸಾಹಿತ್ಯ ಪರಿಷತ್ ವತಿಯಿಂದ ಆಯೋಜಿಸಿದ್ದ ತಾಲೂಕು ಸಾಹಿತ್ಯ ಸಮ್ಮೇಳನದಲ್ಲಿ ಮಾತನಾಡಿದರು. ಕನ್ನಡ ಭಾಷೆ ಉಳಿಸಿ ಬೆಳೆಸುವ ಕಾರ್ಯ ಎಲ್ಲರ ಹೊಣೆಯಾಗಿದೆ. ಬಾಳೆಹೊನ್ನೂರು: ಮಕ್ಕಳಿಗೆ ಮೊಬೈಲ್ ನೀಡುವ ಬದಲು ರಾಮಾಯಣ, ಮಹಾಭಾರತದಂತಹ ಮಹಾಕಾವ್ಯಗಳನ್ನು ಬೋಧಿಸಿ ಉತ್ತಮ ಸಂಸ್ಕಾರ ನೀಡಬೇಕು ಎಂದು ಹಿರಿಯ ಚಿತ್ರನಟ ದೊಡ್ಡಣ್ಣ ಹೇಳಿದರು. ಕನ್ನಡ ಸಾಹಿತ್ಯ ಪರಿಷತ್ ವತಿಯಿಂದ ಆಯೋಜಿಸಿದ್ದ ತಾಲೂಕು ಸಾಹಿತ್ಯ ಸಮ್ಮೇಳನದಲ್ಲಿ ಮಾತನಾಡಿದರು. ಕನ್ನಡ ಭಾಷೆ ಉಳಿಸಿ ಬೆಳೆಸುವ ಕಾರ್ಯ ಎಲ್ಲರ ಹೊಣೆಯಾಗಿದೆ. ಬಾಳೆಹೊನ್ನೂರು: ಮಕ್ಕಳಿಗೆ ಮೊಬೈಲ್ ನೀಡುವ ಬದಲು ರಾಮಾಯಣ, ಮಹಾಭಾರತದಂತಹ ಮಹಾಕಾವ್ಯಗಳನ್ನು ಬೋಧಿಸಿ ಉತ್ತಮ ಸಂಸ್ಕಾರ ನೀಡಬೇಕು ಎಂದು ಹಿರಿಯ ಚಿತ್ರನಟ ದೊಡ್ಡಣ್ಣ ಹೇಳಿದರು. ಕನ್ನಡ ಸಾಹಿತ್ಯ ಪರಿಷತ್ ವತಿಯಿಂದ: [440, 654, 508, 830]
- location-badge: ಚಿಕ್ಕಮಗಳೂರು: [266, 2, 306, 10]
- right-headline: ಕೋಮು ಸಾಮರಸ್ಯ ಕದಡುವ ಶಕ್ತಿಗಳ ವಿರುದ್ಧ ಶಿಸ್ತುಕ್ರಮ: ಎಸ್ಪಿ: [443, 17, 564, 37]
- brand-name: ಉದಯವಾಣಿ: [520, 1, 551, 9]
- quote-text: ಬಾಳೆಹೊನ್ನೂರು: ಮಕ್ಕಳಿಗೆ ಮೊಬೈಲ್ ನೀಡುವ ಬದಲು ರಾಮಾಯಣ, ಮಹಾಭಾರತದಂತಹ ಮಹಾಕಾವ್ಯಗಳನ್ನು ಬೋಧಿಸಿ ಉತ್ತಮ ಸಂಸ್ಕಾರ ನೀಡಬೇಕು ಎಂದು ಹಿರಿಯ ಚಿತ್ರನಟ ದೊಡ್ಡಣ್ಣ ಹೇಳಿದರು. ಕನ್ನಡ ಸಾಹಿತ್ಯ ಪರಿಷತ್ ವತಿಯಿಂದ ಆಯೋಜಿಸಿದ್ದ ತಾಲೂಕು ಸಾಹಿತ್ಯ ಸಮ್ಮೇಳನದಲ್ಲಿ ಮಾತನಾಡಿದರು. ಕನ್ನಡ ಭಾಷೆ ಉಳಿಸಿ ಬೆಳೆಸುವ ಕಾರ್ಯ ಎಲ್ಲರ ಹೊಣೆಯಾಗಿದೆ. ಬಾಳೆಹೊನ್ನೂರು: ಮಕ್ಕಳಿಗೆ ಮೊಬೈಲ್ ನೀಡುವ ಬದಲು ರಾಮಾಯಣ, ಮಹಾಭಾರತದಂತಹ ಮಹಾಕಾವ್ಯಗಳನ್ನು ಬೋಧಿಸಿ ಉತ್ತಮ ಸಂಸ್ಕಾರ ನೀಡಬೇಕು ಎಂದು ಹಿರಿಯ ಚಿತ್ರನಟ ದೊಡ್ಡಣ್ಣ ಹೇಳಿದರು. ಕನ್ನಡ ಸಾಹಿತ್ಯ ಪರಿಷತ್ ವತಿಯಿಂದ ಆಯೋಜಿಸಿದ್ದ ತಾಲೂಕು ಸಾಹಿತ್ಯ ಸಮ್ಮೇಳನದಲ್ಲಿ ಮಾತನಾಡಿದರು. ಕನ್ನಡ ಭಾಷೆ ಉಳಿಸಿ ಬೆಳೆಸುವ ಕಾರ್ಯ ಎಲ್ಲರ ಹೊಣೆಯಾಗಿದೆ.: [295, 667, 427, 727]
- page-number: 3: [586, 0, 593, 10]
- bottom-text-col3: ಬಾಳೆಹೊನ್ನೂರು: ಮಕ್ಕಳಿಗೆ ಮೊಬೈಲ್ ನೀಡುವ ಬದಲು ರಾಮಾಯಣ, ಮಹಾಭಾರತದಂತಹ ಮಹಾಕಾವ್ಯಗಳನ್ನು ಬೋಧಿಸಿ ಉತ್ತಮ ಸಂಸ್ಕಾರ ನೀಡಬೇಕು ಎಂದು ಹಿರಿಯ ಚಿತ್ರನಟ ದೊಡ್ಡಣ್ಣ ಹೇಳಿದರು. ಕನ್ನಡ ಸಾಹಿತ್ಯ ಪರಿಷತ್ ವತಿಯಿಂದ ಆಯೋಜಿಸಿದ್ದ ತಾಲೂಕು ಸಾಹಿತ್ಯ ಸಮ್ಮೇಳನದಲ್ಲಿ ಮಾತನಾಡಿದರು. ಕನ್ನಡ ಭಾಷೆ ಉಳಿಸಿ ಬೆಳೆಸುವ ಕಾರ್ಯ ಎಲ್ಲರ ಹೊಣೆಯಾಗಿದೆ. ಬಾಳೆಹೊನ್ನೂರು: ಮಕ್ಕಳಿಗೆ ಮೊಬೈಲ್ ನೀಡುವ ಬದಲು ರಾಮಾಯಣ, ಮಹಾಭಾರತದಂತಹ ಮಹಾಕಾವ್ಯಗಳನ್ನು ಬೋಧಿಸಿ ಉತ್ತಮ ಸಂಸ್ಕಾರ ನೀಡಬೇಕು ಎಂದು ಹಿರಿಯ ಚಿತ್ರನಟ ದೊಡ್ಡಣ್ಣ ಹೇಳಿದರು. ಕನ್ನಡ ಸಾಹಿತ್ಯ ಪರಿಷತ್ ವತಿಯಿಂದ ಆಯೋಜಿಸಿದ್ದ ತಾಲೂಕು ಸಾಹಿತ್ಯ ಸಮ್ಮೇಳನದಲ್ಲಿ ಮಾತನಾಡಿದರು. ಕನ್ನಡ ಭಾಷೆ ಉಳಿಸಿ ಬೆಳೆಸುವ ಕಾರ್ಯ ಎಲ್ಲರ ಹೊಣೆಯಾಗಿದೆ. ಬಾಳೆಹೊನ್ನೂರು: ಮಕ್ಕಳಿಗೆ ಮೊಬೈಲ್ ನೀಡುವ ಬದಲು ರಾಮಾಯಣ, ಮಹಾಭಾರತದಂತಹ ಮಹಾಕಾವ್ಯಗಳನ್ನು ಬೋಧಿಸಿ ಉತ್ತಮ ಸಂಸ್ಕಾರ ನೀಡಬೇಕು ಎಂದು ಹಿರಿಯ ಚಿತ್ರನಟ ದೊಡ್ಡಣ್ಣ ಹೇಳಿದರು. ಕನ್ನಡ ಸಾಹಿತ್ಯ ಪರಿಷತ್ ವತಿಯಿಂದ ಆಯೋಜಿಸಿದ್ದ ತಾಲೂಕು ಸಾಹಿತ್ಯ ಸಮ್ಮೇಳನದಲ್ಲಿ ಮಾತನಾಡಿದರು. ಕನ್ನಡ ಭಾಷೆ ಉಳಿಸಿ ಬೆಳೆಸುವ ಕಾರ್ಯ ಎಲ್ಲರ ಹೊಣೆಯಾಗಿದೆ. ಬಾಳೆಹೊನ್ನೂರು: ಮಕ್ಕಳಿಗೆ ಮೊಬೈಲ್ ನೀಡುವ ಬದಲು ರಾಮಾಯಣ, ಮಹಾಭಾರತದಂತಹ ಮಹಾಕಾವ್ಯಗಳನ್ನು ಬೋಧಿಸಿ ಉತ್ತಮ ಸಂಸ್ಕಾರ ನೀಡಬೇಕು ಎಂದು ಹಿರಿಯ ಚಿತ್ರನಟ ದೊಡ್ಡಣ್ಣ ಹೇಳಿದರು. ಕನ್ನಡ ಸಾಹಿತ್ಯ ಪರಿಷತ್ ವತಿಯಿಂದ ಆಯೋಜಿಸಿದ್ದ ತಾಲೂಕು ಸಾಹಿತ್ಯ ಸಮ್ಮೇಳನದಲ್ಲಿ ಮಾತನಾಡಿದರು. ಕನ್ನಡ ಭಾಷೆ ಉಳಿಸಿ ಬೆಳೆಸುವ ಕಾರ್ಯ ಎಲ್ಲರ ಹೊಣೆಯಾಗಿದೆ.: [292, 804, 427, 902]
- lead-headline: 'ಮಕ್ಕಳ ಕೈಗೆ ಮೊಬೈಲ್ ಕೊಡಬೇಡಿ': [6, 19, 346, 52]
- middle-left-text2: ಬಾಳೆಹೊನ್ನೂರು: ಮಕ್ಕಳಿಗೆ ಮೊಬೈಲ್ ನೀಡುವ ಬದಲು ರಾಮಾಯಣ, ಮಹಾಭಾರತದಂತಹ ಮಹಾಕಾವ್ಯಗಳನ್ನು ಬೋಧಿಸಿ ಉತ್ತಮ ಸಂಸ್ಕಾರ ನೀಡಬೇಕು ಎಂದು ಹಿರಿಯ ಚಿತ್ರನಟ ದೊಡ್ಡಣ್ಣ ಹೇಳಿದರು. ಕನ್ನಡ ಸಾಹಿತ್ಯ ಪರಿಷತ್ ವತಿಯಿಂದ ಆಯೋಜಿಸಿದ್ದ ತಾಲೂಕು ಸಾಹಿತ್ಯ ಸಮ್ಮೇಳನದಲ್ಲಿ ಮಾತನಾಡಿದರು. ಕನ್ನಡ ಭಾಷೆ ಉಳಿಸಿ ಬೆಳೆಸುವ ಕಾರ್ಯ ಎಲ್ಲರ ಹೊಣೆಯಾಗಿದೆ. ಬಾಳೆಹೊನ್ನೂರು: ಮಕ್ಕಳಿಗೆ ಮೊಬೈಲ್ ನೀಡುವ ಬದಲು ರಾಮಾಯಣ, ಮಹಾಭಾರತದಂತಹ ಮಹಾಕಾವ್ಯಗಳನ್ನು ಬೋಧಿಸಿ ಉತ್ತಮ ಸಂಸ್ಕಾರ ನೀಡಬೇಕು ಎಂದು ಹಿರಿಯ ಚಿತ್ರನಟ ದೊಡ್ಡಣ್ಣ ಹೇಳಿದರು. ಕನ್ನಡ ಸಾಹಿತ್ಯ ಪರಿಷತ್ ವತಿಯಿಂದ: [122, 390, 176, 498]
- temple-photo: [118, 260, 254, 324]
- opd-headline: ಒಪಿಡಿ- ಡಯಾಲಿಸಿಸ್ ಕೇಂದ್ರ ಉದ್ಘಾಟನೆ: [440, 403, 549, 413]
- lead-photo: [118, 84, 288, 222]
- inset-title: ಶಿಕ್ಷಕರಿಗೆ ದಾನ ಪರ್ವಗಳ ಮೂಲ ಸುಬ್ರಮಣ್: [290, 84, 370, 94]
- middle-left-text: ಬಾಳೆಹೊನ್ನೂರು: ಮಕ್ಕಳಿಗೆ ಮೊಬೈಲ್ ನೀಡುವ ಬದಲು ರಾಮಾಯಣ, ಮಹಾಭಾರತದಂತಹ ಮಹಾಕಾವ್ಯಗಳನ್ನು ಬೋಧಿಸಿ ಉತ್ತಮ ಸಂಸ್ಕಾರ ನೀಡಬೇಕು ಎಂದು ಹಿರಿಯ ಚಿತ್ರನಟ ದೊಡ್ಡಣ್ಣ ಹೇಳಿದರು. ಕನ್ನಡ ಸಾಹಿತ್ಯ ಪರಿಷತ್ ವತಿಯಿಂದ ಆಯೋಜಿಸಿದ್ದ ತಾಲೂಕು ಸಾಹಿತ್ಯ ಸಮ್ಮೇಳನದಲ್ಲಿ ಮಾತನಾಡಿದರು. ಕನ್ನಡ ಭಾಷೆ ಉಳಿಸಿ ಬೆಳೆಸುವ ಕಾರ್ಯ ಎಲ್ಲರ ಹೊಣೆಯಾಗಿದೆ. ಬಾಳೆಹೊನ್ನೂರು: ಮಕ್ಕಳಿಗೆ ಮೊಬೈಲ್ ನೀಡುವ ಬದಲು ರಾಮಾಯಣ, ಮಹಾಭಾರತದಂತಹ ಮಹಾಕಾವ್ಯಗಳನ್ನು ಬೋಧಿಸಿ ಉತ್ತಮ ಸಂಸ್ಕಾರ ನೀಡಬೇಕು ಎಂದು ಹಿರಿಯ ಚಿತ್ರನಟ ದೊಡ್ಡಣ್ಣ ಹೇಳಿದರು. ಕನ್ನಡ ಸಾಹಿತ್ಯ ಪರಿಷತ್ ವತಿಯಿಂದ ಆಯೋಜಿಸಿದ್ದ ತಾಲೂಕು ಸಾಹಿತ್ಯ ಸಮ್ಮೇಳನದಲ್ಲಿ ಮಾತನಾಡಿದರು. ಕನ್ನಡ ಭಾಷೆ ಉಳಿಸಿ ಬೆಳೆಸುವ ಕಾರ್ಯ ಎಲ್ಲರ ಹೊಣೆಯಾಗಿದೆ. ಬಾಳೆಹೊನ್ನೂರು: ಮಕ್ಕಳಿಗೆ ಮೊಬೈಲ್ ನೀಡುವ ಬದಲು ರಾಮಾಯಣ, ಮಹಾಭಾರತದಂತಹ ಮಹಾಕಾವ್ಯಗಳನ್ನು ಬೋಧಿಸಿ ಉತ್ತಮ ಸಂಸ್ಕಾರ ನೀಡಬೇಕು ಎಂದು ಹಿರಿಯ ಚಿತ್ರನಟ ದೊಡ್ಡಣ್ಣ ಹೇಳಿದರು. ಕನ್ನಡ ಸಾಹಿತ್ಯ ಪರಿಷತ್ ವತಿಯಿಂದ ಆಯೋಜಿಸಿದ್ದ ತಾಲೂಕು ಸಾಹಿತ್ಯ ಸಮ್ಮೇಳನದಲ್ಲಿ ಮಾತನಾಡಿದರು. ಕನ್ನಡ ಭಾಷೆ ಉಳಿಸಿ ಬೆಳೆಸುವ ಕಾರ್ಯ ಎಲ್ಲರ ಹೊಣೆಯಾಗಿದೆ.: [6, 390, 118, 481]
- bottom-column-divider: [436, 616, 437, 916]
- mavuta-byline: ■ ಉದಯವಾಣಿ ಸಮಾಚಾರ: [440, 646, 487, 652]
- middle-left-tag: 'ಬದುಕಿನ ಮೌಲ್ಯದ ಅರಿವಿನ ವಿಷಾದನೀಯ': [6, 376, 176, 388]
- inset-text: ಬಾಳೆಹೊನ್ನೂರು: ಮಕ್ಕಳಿಗೆ ಮೊಬೈಲ್ ನೀಡುವ ಬದಲು ರಾಮಾಯಣ, ಮಹಾಭಾರತದಂತಹ ಮಹಾಕಾವ್ಯಗಳನ್ನು ಬೋಧಿಸಿ ಉತ್ತಮ ಸಂಸ್ಕಾರ ನೀಡಬೇಕು ಎಂದು ಹಿರಿಯ ಚಿತ್ರನಟ ದೊಡ್ಡಣ್ಣ ಹೇಳಿದರು. ಕನ್ನಡ ಸಾಹಿತ್ಯ ಪರಿಷತ್ ವತಿಯಿಂದ ಆಯೋಜಿಸಿದ್ದ ತಾಲೂಕು ಸಾಹಿತ್ಯ ಸಮ್ಮೇಳನದಲ್ಲಿ ಮಾತನಾಡಿದರು. ಕನ್ನಡ ಭಾಷೆ ಉಳಿಸಿ ಬೆಳೆಸುವ ಕಾರ್ಯ ಎಲ್ಲರ ಹೊಣೆಯಾಗಿದೆ. ಬಾಳೆಹೊನ್ನೂರು: ಮಕ್ಕಳಿಗೆ ಮೊಬೈಲ್ ನೀಡುವ ಬದಲು ರಾಮಾಯಣ, ಮಹಾಭಾರತದಂತಹ ಮಹಾಕಾವ್ಯಗಳನ್ನು ಬೋಧಿಸಿ ಉತ್ತಮ ಸಂಸ್ಕಾರ ನೀಡಬೇಕು ಎಂದು ಹಿರಿಯ ಚಿತ್ರನಟ ದೊಡ್ಡಣ್ಣ ಹೇಳಿದರು. ಕನ್ನಡ ಸಾಹಿತ್ಯ ಪರಿಷತ್ ವತಿಯಿಂದ ಆಯೋಜಿಸಿದ್ದ ತಾಲೂಕು ಸಾಹಿತ್ಯ ಸಮ್ಮೇಳನದಲ್ಲಿ ಮಾತನಾಡಿದರು. ಕನ್ನಡ ಭಾಷೆ ಉಳಿಸಿ ಬೆಳೆಸುವ ಕಾರ್ಯ ಎಲ್ಲರ ಹೊಣೆಯಾಗಿದೆ. ಬಾಳೆಹೊನ್ನೂರು: ಮಕ್ಕಳಿಗೆ ಮೊಬೈಲ್ ನೀಡುವ ಬದಲು ರಾಮಾಯಣ, ಮಹಾಭಾರತದಂತಹ ಮಹಾಕಾವ್ಯಗಳನ್ನು ಬೋಧಿಸಿ ಉತ್ತಮ ಸಂಸ್ಕಾರ ನೀಡಬೇಕು ಎಂದು ಹಿರಿಯ ಚಿತ್ರನಟ ದೊಡ್ಡಣ್ಣ ಹೇಳಿದರು. ಕನ್ನಡ ಸಾಹಿತ್ಯ ಪರಿಷತ್ ವತಿಯಿಂದ: [292, 96, 360, 222]
- quote-box: [292, 664, 430, 776]
- opd-caption: ಶೃಂಗೇರಿ: ಶ್ರೀ ಭಾರತೀ ತೀರ್ಥ ಆಸ್ಪತ್ರೆಯಲ್ಲಿ ನೂತನ ಒಪಿಡಿ ಹಾಗೂ ಡಯಾಲಿಸಿಸ್ ಕೇಂದ್ರ ಉದ್ಘಾಟಿಸಲಾಯಿತು.: [440, 486, 578, 499]
- hospital-caption: ಕಡೂರು: ಸಾರ್ವಜನಿಕ ಆಸ್ಪತ್ರೆಯ ಒಳನೋಟ.: [108, 776, 181, 782]
- lead-subhead: ಮಕ್ಕಳಿಗೆ ಮಹಾಕಾವ್ಯ ಬೋಧಿಸಿ ■ ಕೊಪ್ಪ ತಾಲೂಕು ಸಾಹಿತ್ಯ ಸಮ್ಮೇಳನದಲ್ಲಿ ಚಿತ್ರನಟ ದೊಡ್ಡಣ್ಣ ಕರೆ: [6, 60, 335, 72]
- temple-tag: ಅರ್ಚನೆಗೆ ಹೆಸರಿನ ಕಾವೂರು ಹೆಗ್ಗಡೆ ಸಿದ್ಧತೆ: [118, 246, 368, 258]
- middle-center-text1: ಬಾಳೆಹೊನ್ನೂರು: ಮಕ್ಕಳಿಗೆ ಮೊಬೈಲ್ ನೀಡುವ ಬದಲು ರಾಮಾಯಣ, ಮಹಾಭಾರತದಂತಹ ಮಹಾಕಾವ್ಯಗಳನ್ನು ಬೋಧಿಸಿ ಉತ್ತಮ ಸಂಸ್ಕಾರ ನೀಡಬೇಕು ಎಂದು ಹಿರಿಯ ಚಿತ್ರನಟ ದೊಡ್ಡಣ್ಣ ಹೇಳಿದರು. ಕನ್ನಡ ಸಾಹಿತ್ಯ ಪರಿಷತ್ ವತಿಯಿಂದ ಆಯೋಜಿಸಿದ್ದ ತಾಲೂಕು ಸಾಹಿತ್ಯ ಸಮ್ಮೇಳನದಲ್ಲಿ ಮಾತನಾಡಿದರು. ಕನ್ನಡ ಭಾಷೆ ಉಳಿಸಿ ಬೆಳೆಸುವ ಕಾರ್ಯ ಎಲ್ಲರ ಹೊಣೆಯಾಗಿದೆ. ಬಾಳೆಹೊನ್ನೂರು: ಮಕ್ಕಳಿಗೆ ಮೊಬೈಲ್ ನೀಡುವ ಬದಲು ರಾಮಾಯಣ, ಮಹಾಭಾರತದಂತಹ ಮಹಾಕಾವ್ಯಗಳನ್ನು ಬೋಧಿಸಿ ಉತ್ತಮ ಸಂಸ್ಕಾರ ನೀಡಬೇಕು ಎಂದು ಹಿರಿಯ ಚಿತ್ರನಟ ದೊಡ್ಡಣ್ಣ ಹೇಳಿದರು. ಕನ್ನಡ ಸಾಹಿತ್ಯ ಪರಿಷತ್ ವತಿಯಿಂದ ಆಯೋಜಿಸಿದ್ದ ತಾಲೂಕು ಸಾಹಿತ್ಯ ಸಮ್ಮೇಳನದಲ್ಲಿ ಮಾತನಾಡಿದರು. ಕನ್ನಡ ಭಾಷೆ ಉಳಿಸಿ ಬೆಳೆಸುವ ಕಾರ್ಯ ಎಲ್ಲರ ಹೊಣೆಯಾಗಿದೆ. ಬಾಳೆಹೊನ್ನೂರು: ಮಕ್ಕಳಿಗೆ ಮೊಬೈಲ್ ನೀಡುವ ಬದಲು ರಾಮಾಯಣ, ಮಹಾಭಾರತದಂತಹ ಮಹಾಕಾವ್ಯಗಳನ್ನು ಬೋಧಿಸಿ ಉತ್ತಮ ಸಂಸ್ಕಾರ ನೀಡಬೇಕು ಎಂದು ಹಿರಿಯ ಚಿತ್ರನಟ ದೊಡ್ಡಣ್ಣ ಹೇಳಿದರು. ಕನ್ನಡ ಸಾಹಿತ್ಯ ಪರಿಷತ್: [180, 390, 258, 499]
- dateline: ಮಂಗಳವಾರ, ಜನವರಿ 13, 2026: [112, 2, 183, 9]
- mid-text-a: ಬಾಳೆಹೊನ್ನೂರು: ಮಕ್ಕಳಿಗೆ ಮೊಬೈಲ್ ನೀಡುವ ಬದಲು ರಾಮಾಯಣ, ಮಹಾಭಾರತದಂತಹ ಮಹಾಕಾವ್ಯಗಳನ್ನು ಬೋಧಿಸಿ ಉತ್ತಮ ಸಂಸ್ಕಾರ ನೀಡಬೇಕು ಎಂದು ಹಿರಿಯ ಚಿತ್ರನಟ ದೊಡ್ಡಣ್ಣ ಹೇಳಿದರು. ಕನ್ನಡ ಸಾಹಿತ್ಯ ಪರಿಷತ್ ವತಿಯಿಂದ ಆಯೋಜಿಸಿದ್ದ ತಾಲೂಕು ಸಾಹಿತ್ಯ ಸಮ್ಮೇಳನದಲ್ಲಿ ಮಾತನಾಡಿದರು. ಕನ್ನಡ ಭಾಷೆ ಉಳಿಸಿ ಬೆಳೆಸುವ ಕಾರ್ಯ ಎಲ್ಲರ ಹೊಣೆಯಾಗಿದೆ. ಬಾಳೆಹೊನ್ನೂರು: ಮಕ್ಕಳಿಗೆ ಮೊಬೈಲ್ ನೀಡುವ ಬದಲು ರಾಮಾಯಣ, ಮಹಾಭಾರತದಂತಹ ಮಹಾಕಾವ್ಯಗಳನ್ನು ಬೋಧಿಸಿ ಉತ್ತಮ ಸಂಸ್ಕಾರ ನೀಡಬೇಕು ಎಂದು ಹಿರಿಯ ಚಿತ್ರನಟ ದೊಡ್ಡಣ್ಣ ಹೇಳಿದರು. ಕನ್ನಡ ಸಾಹಿತ್ಯ ಪರಿಷತ್ ವತಿಯಿಂದ ಆಯೋಜಿಸಿದ್ದ ತಾಲೂಕು ಸಾಹಿತ್ಯ ಸಮ್ಮೇಳನದಲ್ಲಿ ಮಾತನಾಡಿದರು. ಕನ್ನಡ ಭಾಷೆ ಉಳಿಸಿ ಬೆಳೆಸುವ ಕಾರ್ಯ ಎಲ್ಲರ ಹೊಣೆಯಾಗಿದೆ. ಬಾಳೆಹೊನ್ನೂರು: ಮಕ್ಕಳಿಗೆ ಮೊಬೈಲ್ ನೀಡುವ ಬದಲು ರಾಮಾಯಣ, ಮಹಾಭಾರತದಂತಹ ಮಹಾಕಾವ್ಯಗಳನ್ನು ಬೋಧಿಸಿ ಉತ್ತಮ ಸಂಸ್ಕಾರ ನೀಡಬೇಕು ಎಂದು ಹಿರಿಯ: [178, 504, 256, 607]
- header-strip: [0, 0, 600, 13]
- sp-portrait-photo: [508, 50, 544, 92]
- column-divider: [436, 14, 437, 614]
- mavuta-headline: 'ಮಾವುತ' ಸಿನಿಮಾ ಪ್ರೋತ್ಸಾಹಿಸಿ: [440, 616, 596, 642]
- mavuta-photo: [440, 836, 596, 898]
- bottom-text-col1: ಬಾಳೆಹೊನ್ನೂರು: ಮಕ್ಕಳಿಗೆ ಮೊಬೈಲ್ ನೀಡುವ ಬದಲು ರಾಮಾಯಣ, ಮಹಾಭಾರತದಂತಹ ಮಹಾಕಾವ್ಯಗಳನ್ನು ಬೋಧಿಸಿ ಉತ್ತಮ ಸಂಸ್ಕಾರ ನೀಡಬೇಕು ಎಂದು ಹಿರಿಯ ಚಿತ್ರನಟ ದೊಡ್ಡಣ್ಣ ಹೇಳಿದರು. ಕನ್ನಡ ಸಾಹಿತ್ಯ ಪರಿಷತ್ ವತಿಯಿಂದ ಆಯೋಜಿಸಿದ್ದ ತಾಲೂಕು ಸಾಹಿತ್ಯ ಸಮ್ಮೇಳನದಲ್ಲಿ ಮಾತನಾಡಿದರು. ಕನ್ನಡ ಭಾಷೆ ಉಳಿಸಿ ಬೆಳೆಸುವ ಕಾರ್ಯ ಎಲ್ಲರ ಹೊಣೆಯಾಗಿದೆ. ಬಾಳೆಹೊನ್ನೂರು: ಮಕ್ಕಳಿಗೆ ಮೊಬೈಲ್ ನೀಡುವ ಬದಲು ರಾಮಾಯಣ, ಮಹಾಭಾರತದಂತಹ ಮಹಾಕಾವ್ಯಗಳನ್ನು ಬೋಧಿಸಿ ಉತ್ತಮ ಸಂಸ್ಕಾರ ನೀಡಬೇಕು ಎಂದು ಹಿರಿಯ ಚಿತ್ರನಟ ದೊಡ್ಡಣ್ಣ ಹೇಳಿದರು. ಕನ್ನಡ ಸಾಹಿತ್ಯ ಪರಿಷತ್ ವತಿಯಿಂದ ಆಯೋಜಿಸಿದ್ದ ತಾಲೂಕು ಸಾಹಿತ್ಯ ಸಮ್ಮೇಳನದಲ್ಲಿ ಮಾತನಾಡಿದರು. ಕನ್ನಡ ಭಾಷೆ ಉಳಿಸಿ ಬೆಳೆಸುವ ಕಾರ್ಯ ಎಲ್ಲರ ಹೊಣೆಯಾಗಿದೆ. ಬಾಳೆಹೊನ್ನೂರು: ಮಕ್ಕಳಿಗೆ ಮೊಬೈಲ್ ನೀಡುವ ಬದಲು ರಾಮಾಯಣ, ಮಹಾಭಾರತದಂತಹ ಮಹಾಕಾವ್ಯಗಳನ್ನು ಬೋಧಿಸಿ ಉತ್ತಮ ಸಂಸ್ಕಾರ ನೀಡಬೇಕು ಎಂದು ಹಿರಿಯ ಚಿತ್ರನಟ ದೊಡ್ಡಣ್ಣ ಹೇಳಿದರು. ಕನ್ನಡ ಸಾಹಿತ್ಯ ಪರಿಷತ್ ವತಿಯಿಂದ ಆಯೋಜಿಸಿದ್ದ ತಾಲೂಕು ಸಾಹಿತ್ಯ ಸಮ್ಮೇಳನದಲ್ಲಿ ಮಾತನಾಡಿದರು. ಕನ್ನಡ ಭಾಷೆ ಉಳಿಸಿ ಬೆಳೆಸುವ ಕಾರ್ಯ ಎಲ್ಲರ ಹೊಣೆಯಾಗಿದೆ. ಬಾಳೆಹೊನ್ನೂರು: ಮಕ್ಕಳಿಗೆ ಮೊಬೈಲ್ ನೀಡುವ ಬದಲು ರಾಮಾಯಣ, ಮಹಾಭಾರತದಂತಹ ಮಹಾಕಾವ್ಯಗಳನ್ನು ಬೋಧಿಸಿ ಉತ್ತಮ ಸಂಸ್ಕಾರ ನೀಡಬೇಕು ಎಂದು ಹಿರಿಯ ಚಿತ್ರನಟ ದೊಡ್ಡಣ್ಣ ಹೇಳಿದರು. ಕನ್ನಡ ಸಾಹಿತ್ಯ ಪರಿಷತ್ ವತಿಯಿಂದ ಆಯೋಜಿಸಿದ್ದ ತಾಲೂಕು ಸಾಹಿತ್ಯ ಸಮ್ಮೇಳನದಲ್ಲಿ ಮಾತನಾಡಿದರು. ಕನ್ನಡ ಭಾಷೆ ಉಳಿಸಿ ಬೆಳೆಸುವ ಕಾರ್ಯ ಎಲ್ಲರ ಹೊಣೆಯಾಗಿದೆ. ಬಾಳೆಹೊನ್ನೂರು: ಮಕ್ಕಳಿಗೆ ಮೊಬೈಲ್ ನೀಡುವ ಬದಲು ರಾಮಾಯಣ, ಮಹಾಭಾರತದಂತಹ ಮಹಾಕಾವ್ಯಗಳನ್ನು ಬೋಧಿಸಿ ಉತ್ತಮ ಸಂಸ್ಕಾರ ನೀಡಬೇಕು ಎಂದು ಹಿರಿಯ ಚಿತ್ರನಟ ದೊಡ್ಡಣ್ಣ ಹೇಳಿದರು. ಕನ್ನಡ ಸಾಹಿತ್ಯ ಪರಿಷತ್ ವತಿಯಿಂದ ಆಯೋಜಿಸಿದ್ದ ತಾಲೂಕು ಸಾಹಿತ್ಯ ಸಮ್ಮೇಳನದಲ್ಲಿ ಮಾತನಾಡಿದರು. ಕನ್ನಡ ಭಾಷೆ ಉಳಿಸಿ ಬೆಳೆಸುವ ಕಾರ್ಯ ಎಲ್ಲರ ಹೊಣೆಯಾಗಿದೆ. ಬಾಳೆಹೊನ್ನೂರು: ಮಕ್ಕಳಿಗೆ ಮೊಬೈಲ್ ನೀಡುವ ಬದಲು ರಾಮಾಯಣ, ಮಹಾಭಾರತದಂತಹ ಮಹಾಕಾವ್ಯಗಳನ್ನು ಬೋಧಿಸಿ ಉತ್ತಮ ಸಂಸ್ಕಾರ ನೀಡಬೇಕು ಎಂದು ಹಿರಿಯ ಚಿತ್ರನಟ ದೊಡ್ಡಣ್ಣ ಹೇಳಿದರು. ಕನ್ನಡ ಸಾಹಿತ್ಯ ಪರಿಷತ್ ವತಿಯಿಂದ ಆಯೋಜಿಸಿದ್ದ ತಾಲೂಕು ಸಾಹಿತ್ಯ ಸಮ್ಮೇಳನದಲ್ಲಿ ಮಾತನಾಡಿದರು. ಕನ್ನಡ ಭಾಷೆ ಉಳಿಸಿ ಬೆಳೆಸುವ ಕಾರ್ಯ ಎಲ್ಲರ ಹೊಣೆಯಾಗಿದೆ.: [6, 672, 97, 892]
- middle-center-tag: ಸಮವೇತದಲ್ಲಿ ಎಲ್ಲ ನಿರ್ಣಯ ಮಂಡನೆ: [180, 376, 432, 388]
- lead-text-col3: ಬಾಳೆಹೊನ್ನೂರು: ಮಕ್ಕಳಿಗೆ ಮೊಬೈಲ್ ನೀಡುವ ಬದಲು ರಾಮಾಯಣ, ಮಹಾಭಾರತದಂತಹ ಮಹಾಕಾವ್ಯಗಳನ್ನು ಬೋಧಿಸಿ ಉತ್ತಮ ಸಂಸ್ಕಾರ ನೀಡಬೇಕು ಎಂದು ಹಿರಿಯ ಚಿತ್ರನಟ ದೊಡ್ಡಣ್ಣ ಹೇಳಿದರು. ಕನ್ನಡ ಸಾಹಿತ್ಯ ಪರಿಷತ್ ವತಿಯಿಂದ ಆಯೋಜಿಸಿದ್ದ ತಾಲೂಕು ಸಾಹಿತ್ಯ ಸಮ್ಮೇಳನದಲ್ಲಿ ಮಾತನಾಡಿದರು. ಕನ್ನಡ ಭಾಷೆ ಉಳಿಸಿ ಬೆಳೆಸುವ ಕಾರ್ಯ ಎಲ್ಲರ ಹೊಣೆಯಾಗಿದೆ. ಬಾಳೆಹೊನ್ನೂರು: ಮಕ್ಕಳಿಗೆ ಮೊಬೈಲ್ ನೀಡುವ ಬದಲು ರಾಮಾಯಣ, ಮಹಾಭಾರತದಂತಹ ಮಹಾಕಾವ್ಯಗಳನ್ನು ಬೋಧಿಸಿ ಉತ್ತಮ ಸಂಸ್ಕಾರ ನೀಡಬೇಕು ಎಂದು ಹಿರಿಯ ಚಿತ್ರನಟ ದೊಡ್ಡಣ್ಣ ಹೇಳಿದರು. ಕನ್ನಡ ಸಾಹಿತ್ಯ ಪರಿಷತ್ ವತಿಯಿಂದ ಆಯೋಜಿಸಿದ್ದ ತಾಲೂಕು ಸಾಹಿತ್ಯ ಸಮ್ಮೇಳನದಲ್ಲಿ ಮಾತನಾಡಿದರು. ಕನ್ನಡ ಭಾಷೆ ಉಳಿಸಿ ಬೆಳೆಸುವ ಕಾರ್ಯ ಎಲ್ಲರ ಹೊಣೆಯಾಗಿದೆ. ಬಾಳೆಹೊನ್ನೂರು: ಮಕ್ಕಳಿಗೆ ಮೊಬೈಲ್ ನೀಡುವ ಬದಲು ರಾಮಾಯಣ, ಮಹಾಭಾರತದಂತಹ ಮಹಾಕಾವ್ಯಗಳನ್ನು ಬೋಧಿಸಿ ಉತ್ತಮ ಸಂಸ್ಕಾರ ನೀಡಬೇಕು ಎಂದು ಹಿರಿಯ ಚಿತ್ರನಟ ದೊಡ್ಡಣ್ಣ ಹೇಳಿದರು. ಕನ್ನಡ ಸಾಹಿತ್ಯ ಪರಿಷತ್ ವತಿಯಿಂದ ಆಯೋಜಿಸಿದ್ದ ತಾಲೂಕು ಸಾಹಿತ್ಯ ಸಮ್ಮೇಳನದಲ್ಲಿ ಮಾತನಾಡಿದರು. ಕನ್ನಡ ಭಾಷೆ ಉಳಿಸಿ ಬೆಳೆಸುವ ಕಾರ್ಯ ಎಲ್ಲರ ಹೊಣೆಯಾಗಿದೆ. ಬಾಳೆಹೊನ್ನೂರು: ಮಕ್ಕಳಿಗೆ ಮೊಬೈಲ್ ನೀಡುವ ಬದಲು ರಾಮಾಯಣ, ಮಹಾಭಾರತದಂತಹ ಮಹಾಕಾವ್ಯಗಳನ್ನು ಬೋಧಿಸಿ ಉತ್ತಮ ಸಂಸ್ಕಾರ ನೀಡಬೇಕು ಎಂದು ಹಿರಿಯ ಚಿತ್ರನಟ ದೊಡ್ಡಣ್ಣ ಹೇಳಿದರು. ಕನ್ನಡ ಸಾಹಿತ್ಯ ಪರಿಷತ್ ವತಿಯಿಂದ ಆಯೋಜಿಸಿದ್ದ ತಾಲೂಕು ಸಾಹಿತ್ಯ ಸಮ್ಮೇಳನದಲ್ಲಿ ಮಾತನಾಡಿದರು. ಕನ್ನಡ ಭಾಷೆ ಉಳಿಸಿ ಬೆಳೆಸುವ ಕಾರ್ಯ ಎಲ್ಲರ ಹೊಣೆಯಾಗಿದೆ. ಬಾಳೆಹೊನ್ನೂರು: ಮಕ್ಕಳಿಗೆ ಮೊಬೈಲ್ ನೀಡುವ ಬದಲು ರಾಮಾಯಣ, ಮಹಾಭಾರತದಂತಹ ಮಹಾಕಾವ್ಯಗಳನ್ನು ಬೋಧಿಸಿ ಉತ್ತಮ ಸಂಸ್ಕಾರ ನೀಡಬೇಕು ಎಂದು ಹಿರಿಯ ಚಿತ್ರನಟ ದೊಡ್ಡಣ್ಣ ಹೇಳಿದರು. ಕನ್ನಡ ಸಾಹಿತ್ಯ ಪರಿಷತ್ ವತಿಯಿಂದ ಆಯೋಜಿಸಿದ್ದ ತಾಲೂಕು ಸಾಹಿತ್ಯ ಸಮ್ಮೇಳನದಲ್ಲಿ ಮಾತನಾಡಿದರು.: [372, 84, 429, 374]
- paper-tag: ಶಕ್ತಿ ಸುದ್ದಿಗಳು: [196, 2, 223, 9]
- bottom-text-col2: ಬಾಳೆಹೊನ್ನೂರು: ಮಕ್ಕಳಿಗೆ ಮೊಬೈಲ್ ನೀಡುವ ಬದಲು ರಾಮಾಯಣ, ಮಹಾಭಾರತದಂತಹ ಮಹಾಕಾವ್ಯಗಳನ್ನು ಬೋಧಿಸಿ ಉತ್ತಮ ಸಂಸ್ಕಾರ ನೀಡಬೇಕು ಎಂದು ಹಿರಿಯ ಚಿತ್ರನಟ ದೊಡ್ಡಣ್ಣ ಹೇಳಿದರು. ಕನ್ನಡ ಸಾಹಿತ್ಯ ಪರಿಷತ್ ವತಿಯಿಂದ ಆಯೋಜಿಸಿದ್ದ ತಾಲೂಕು ಸಾಹಿತ್ಯ ಸಮ್ಮೇಳನದಲ್ಲಿ ಮಾತನಾಡಿದರು. ಕನ್ನಡ ಭಾಷೆ ಉಳಿಸಿ ಬೆಳೆಸುವ ಕಾರ್ಯ ಎಲ್ಲರ ಹೊಣೆಯಾಗಿದೆ. ಬಾಳೆಹೊನ್ನೂರು: ಮಕ್ಕಳಿಗೆ ಮೊಬೈಲ್ ನೀಡುವ ಬದಲು ರಾಮಾಯಣ, ಮಹಾಭಾರತದಂತಹ ಮಹಾಕಾವ್ಯಗಳನ್ನು ಬೋಧಿಸಿ ಉತ್ತಮ ಸಂಸ್ಕಾರ ನೀಡಬೇಕು ಎಂದು ಹಿರಿಯ ಚಿತ್ರನಟ ದೊಡ್ಡಣ್ಣ ಹೇಳಿದರು. ಕನ್ನಡ ಸಾಹಿತ್ಯ ಪರಿಷತ್ ವತಿಯಿಂದ ಆಯೋಜಿಸಿದ್ದ ತಾಲೂಕು ಸಾಹಿತ್ಯ ಸಮ್ಮೇಳನದಲ್ಲಿ ಮಾತನಾಡಿದರು. ಕನ್ನಡ ಭಾಷೆ ಉಳಿಸಿ ಬೆಳೆಸುವ ಕಾರ್ಯ ಎಲ್ಲರ ಹೊಣೆಯಾಗಿದೆ. ಬಾಳೆಹೊನ್ನೂರು: ಮಕ್ಕಳಿಗೆ ಮೊಬೈಲ್ ನೀಡುವ ಬದಲು ರಾಮಾಯಣ, ಮಹಾಭಾರತದಂತಹ ಮಹಾಕಾವ್ಯಗಳನ್ನು ಬೋಧಿಸಿ ಉತ್ತಮ ಸಂಸ್ಕಾರ ನೀಡಬೇಕು ಎಂದು ಹಿರಿಯ ಚಿತ್ರನಟ ದೊಡ್ಡಣ್ಣ ಹೇಳಿದರು. ಕನ್ನಡ ಸಾಹಿತ್ಯ ಪರಿಷತ್ ವತಿಯಿಂದ ಆಯೋಜಿಸಿದ್ದ ತಾಲೂಕು ಸಾಹಿತ್ಯ ಸಮ್ಮೇಳನದಲ್ಲಿ ಮಾತನಾಡಿದರು. ಕನ್ನಡ ಭಾಷೆ ಉಳಿಸಿ ಬೆಳೆಸುವ ಕಾರ್ಯ ಎಲ್ಲರ ಹೊಣೆಯಾಗಿದೆ. ಬಾಳೆಹೊನ್ನೂರು: ಮಕ್ಕಳಿಗೆ ಮೊಬೈಲ್ ನೀಡುವ ಬದಲು ರಾಮಾಯಣ, ಮಹಾಭಾರತದಂತಹ ಮಹಾಕಾವ್ಯಗಳನ್ನು ಬೋಧಿಸಿ ಉತ್ತಮ ಸಂಸ್ಕಾರ ನೀಡಬೇಕು ಎಂದು ಹಿರಿಯ ಚಿತ್ರನಟ ದೊಡ್ಡಣ್ಣ ಹೇಳಿದರು. ಕನ್ನಡ ಸಾಹಿತ್ಯ ಪರಿಷತ್ ವತಿಯಿಂದ ಆಯೋಜಿಸಿದ್ದ ತಾಲೂಕು ಸಾಹಿತ್ಯ ಸಮ್ಮೇಳನದಲ್ಲಿ ಮಾತನಾಡಿದರು. ಕನ್ನಡ ಭಾಷೆ ಉಳಿಸಿ ಬೆಳೆಸುವ ಕಾರ್ಯ ಎಲ್ಲರ ಹೊಣೆಯಾಗಿದೆ.: [108, 804, 286, 878]
- quote-credit: ■ ಡಾ. ಉಮೇಶ್ - ಆಡಳಿತ ವೈದ್ಯಾಧಿಕಾರಿ: [295, 756, 365, 762]
- right-text-col2: ಬಾಳೆಹೊನ್ನೂರು: ಮಕ್ಕಳಿಗೆ ಮೊಬೈಲ್ ನೀಡುವ ಬದಲು ರಾಮಾಯಣ, ಮಹಾಭಾರತದಂತಹ ಮಹಾಕಾವ್ಯಗಳನ್ನು ಬೋಧಿಸಿ ಉತ್ತಮ ಸಂಸ್ಕಾರ ನೀಡಬೇಕು ಎಂದು ಹಿರಿಯ ಚಿತ್ರನಟ ದೊಡ್ಡಣ್ಣ ಹೇಳಿದರು. ಕನ್ನಡ ಸಾಹಿತ್ಯ ಪರಿಷತ್ ವತಿಯಿಂದ ಆಯೋಜಿಸಿದ್ದ ತಾಲೂಕು ಸಾಹಿತ್ಯ ಸಮ್ಮೇಳನದಲ್ಲಿ ಮಾತನಾಡಿದರು. ಕನ್ನಡ ಭಾಷೆ ಉಳಿಸಿ ಬೆಳೆಸುವ ಕಾರ್ಯ ಎಲ್ಲರ ಹೊಣೆಯಾಗಿದೆ. ಬಾಳೆಹೊನ್ನೂರು: ಮಕ್ಕಳಿಗೆ ಮೊಬೈಲ್ ನೀಡುವ ಬದಲು ರಾಮಾಯಣ, ಮಹಾಭಾರತದಂತಹ ಮಹಾಕಾವ್ಯಗಳನ್ನು ಬೋಧಿಸಿ ಉತ್ತಮ ಸಂಸ್ಕಾರ ನೀಡಬೇಕು ಎಂದು ಹಿರಿಯ ಚಿತ್ರನಟ ದೊಡ್ಡಣ್ಣ ಹೇಳಿದರು. ಕನ್ನಡ ಸಾಹಿತ್ಯ ಪರಿಷತ್ ವತಿಯಿಂದ ಆಯೋಜಿಸಿದ್ದ ತಾಲೂಕು ಸಾಹಿತ್ಯ ಸಮ್ಮೇಳನದಲ್ಲಿ ಮಾತನಾಡಿದರು. ಕನ್ನಡ ಭಾಷೆ ಉಳಿಸಿ ಬೆಳೆಸುವ ಕಾರ್ಯ ಎಲ್ಲರ ಹೊಣೆಯಾಗಿದೆ. ಬಾಳೆಹೊನ್ನೂರು: ಮಕ್ಕಳಿಗೆ ಮೊಬೈಲ್ ನೀಡುವ ಬದಲು ರಾಮಾಯಣ, ಮಹಾಭಾರತದಂತಹ ಮಹಾಕಾವ್ಯಗಳನ್ನು ಬೋಧಿಸಿ ಉತ್ತಮ ಸಂಸ್ಕಾರ ನೀಡಬೇಕು ಎಂದು ಹಿರಿಯ ಚಿತ್ರನಟ ದೊಡ್ಡಣ್ಣ ಹೇಳಿದರು. ಕನ್ನಡ ಸಾಹಿತ್ಯ ಪರಿಷತ್ ವತಿಯಿಂದ ಆಯೋಜಿಸಿದ್ದ ತಾಲೂಕು ಸಾಹಿತ್ಯ ಸಮ್ಮೇಳನದಲ್ಲಿ ಮಾತನಾಡಿದರು. ಕನ್ನಡ ಭಾಷೆ ಉಳಿಸಿ ಬೆಳೆಸುವ ಕಾರ್ಯ ಎಲ್ಲರ ಹೊಣೆಯಾಗಿದೆ. ಬಾಳೆಹೊನ್ನೂರು: ಮಕ್ಕಳಿಗೆ ಮೊಬೈಲ್ ನೀಡುವ ಬದಲು ರಾಮಾಯಣ, ಮಹಾಭಾರತದಂತಹ ಮಹಾಕಾವ್ಯಗಳನ್ನು ಬೋಧಿಸಿ ಉತ್ತಮ ಸಂಸ್ಕಾರ ನೀಡಬೇಕು ಎಂದು ಹಿರಿಯ ಚಿತ್ರನಟ ದೊಡ್ಡಣ್ಣ ಹೇಳಿದರು. ಕನ್ನಡ ಸಾಹಿತ್ಯ ಪರಿಷತ್ ವತಿಯಿಂದ ಆಯೋಜಿಸಿದ್ದ ತಾಲೂಕು ಸಾಹಿತ್ಯ ಸಮ್ಮೇಳನದಲ್ಲಿ ಮಾತನಾಡಿದರು. ಕನ್ನಡ ಭಾಷೆ ಉಳಿಸಿ ಬೆಳೆಸುವ ಕಾರ್ಯ ಎಲ್ಲರ ಹೊಣೆಯಾಗಿದೆ. ಬಾಳೆಹೊನ್ನೂರು: ಮಕ್ಕಳಿಗೆ ಮೊಬೈಲ್ ನೀಡುವ ಬದಲು ರಾಮಾಯಣ, ಮಹಾಭಾರತದಂತಹ ಮಹಾಕಾವ್ಯಗಳನ್ನು ಬೋಧಿಸಿ ಉತ್ತಮ ಸಂಸ್ಕಾರ ನೀಡಬೇಕು ಎಂದು ಹಿರಿಯ ಚಿತ್ರನಟ ದೊಡ್ಡಣ್ಣ ಹೇಳಿದರು. ಕನ್ನಡ ಸಾಹಿತ್ಯ ಪರಿಷತ್ ವತಿಯಿಂದ ಆಯೋಜಿಸಿದ್ದ ತಾಲೂಕು ಸಾಹಿತ್ಯ ಸಮ್ಮೇಳನದಲ್ಲಿ ಮಾತನಾಡಿದರು. ಕನ್ನಡ ಭಾಷೆ ಉಳಿಸಿ ಬೆಳೆಸುವ ಕಾರ್ಯ ಎಲ್ಲರ ಹೊಣೆಯಾಗಿದೆ.: [508, 96, 592, 309]
